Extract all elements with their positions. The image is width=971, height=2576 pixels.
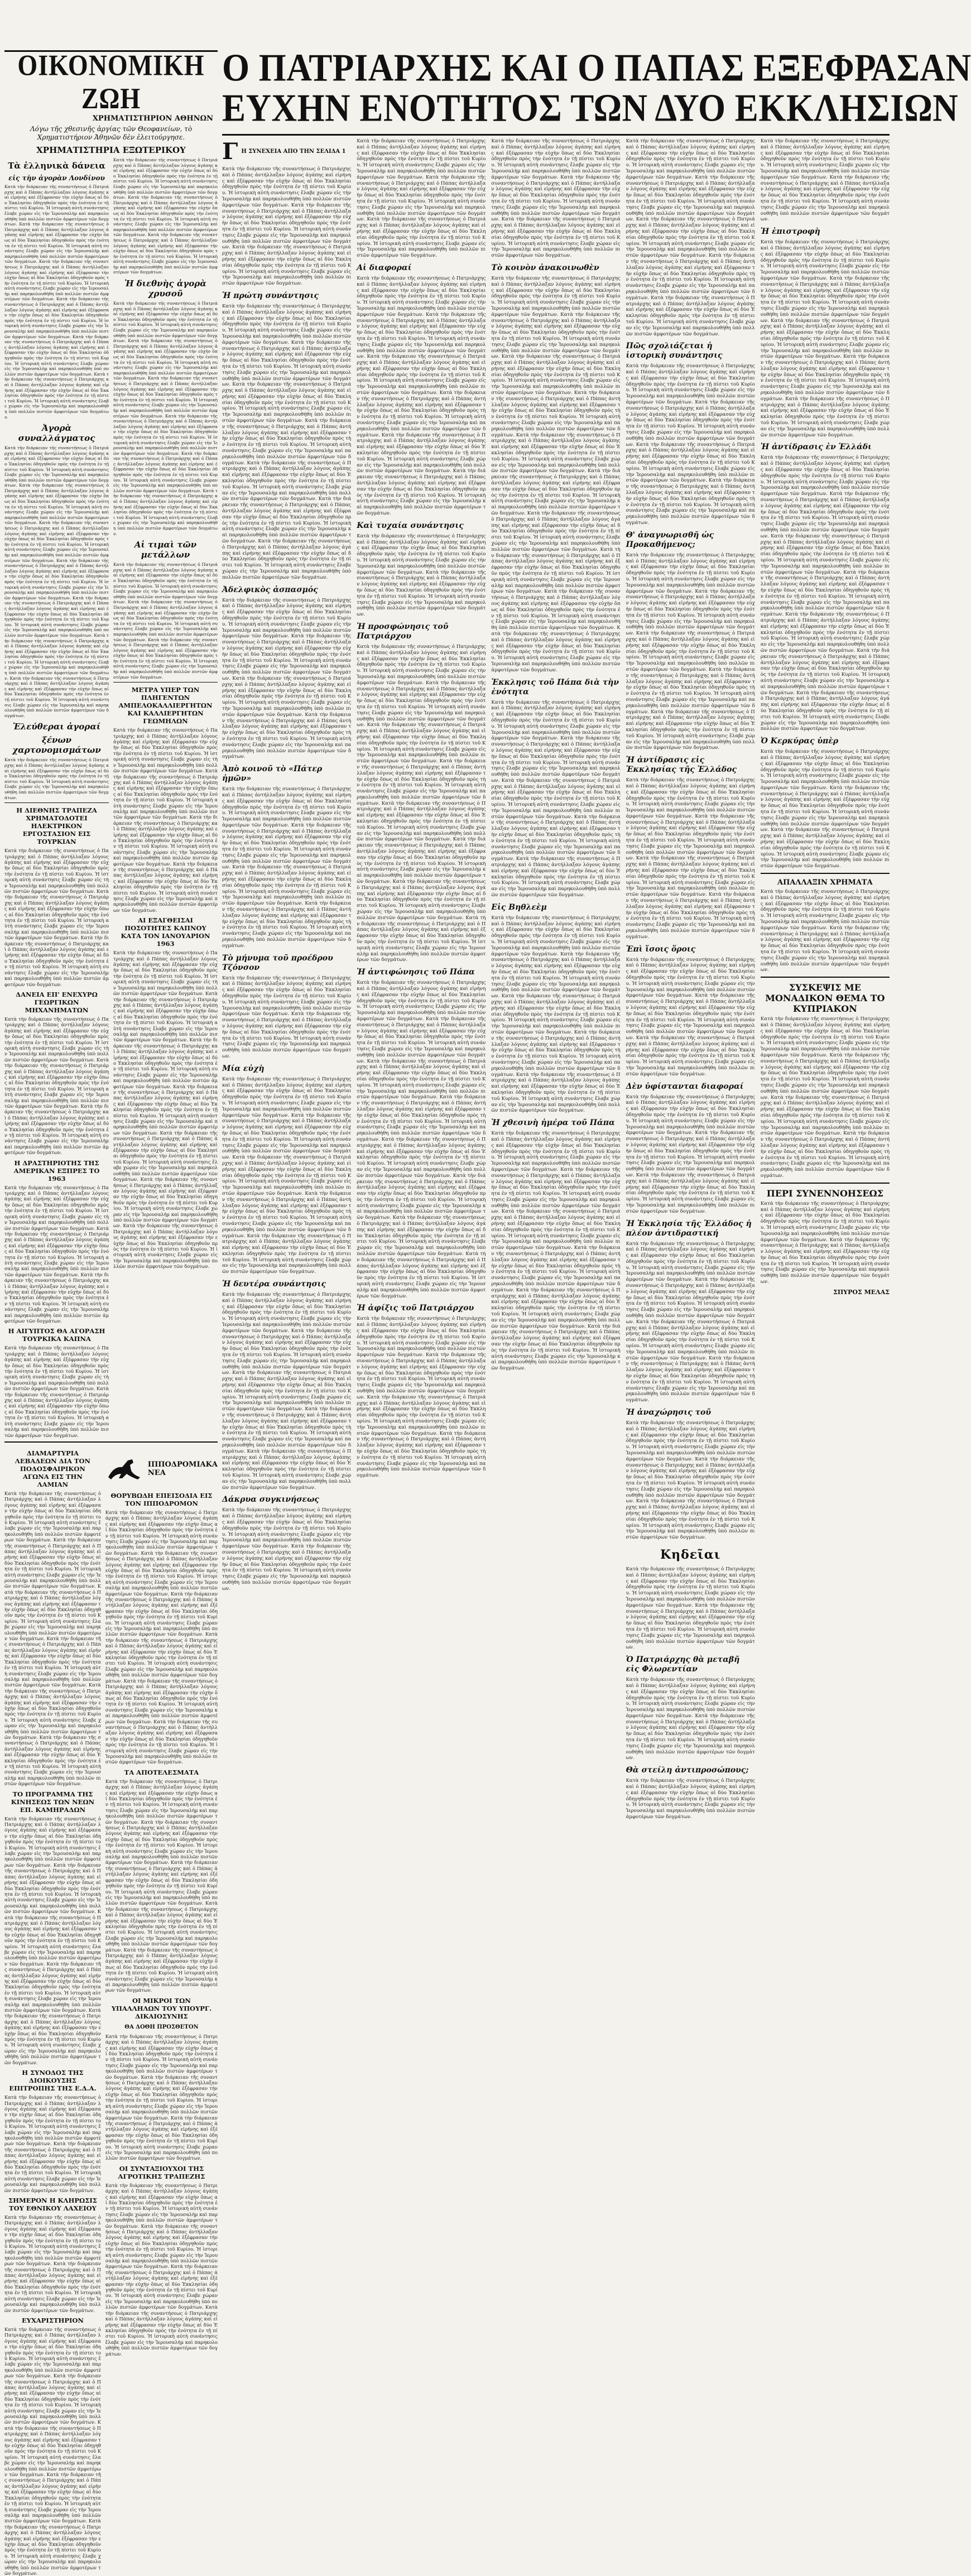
lottery-text: Κατὰ τὴν διάρκειαν τῆς συναντήσεως ὁ Πατριάρχης καὶ ὁ Πάπας ἀντήλλαξαν λόγους ἀγάπης καὶ εἰρήνης καὶ ἐξέφρασαν τὴν εὐχὴν ὅπως αἱ δύο Ἐκκλησίαι ὁδηγηθοῦν πρὸς τὴν ἑνότητα ἐν τῇ πίστει τοῦ Κυρίου. Ἡ ἱστορικὴ αὐτὴ συνάντησις ἔλαβε χώραν εἰς τὴν Ἱερουσαλὴμ καὶ παρηκολουθήθη ὑπὸ πολλῶν πιστῶν ἀμφοτέρων τῶν δογμάτων. Κατὰ τὴν διάρκειαν τῆς συναντήσεως ὁ Πατριάρχης καὶ ὁ Πάπας ἀντήλλαξαν λόγους ἀγάπης καὶ εἰρήνης καὶ ἐξέφρασαν τὴν εὐχὴν ὅπως αἱ δύο Ἐκκλησίαι ὁδηγηθοῦν πρὸς τὴν ἑνότητα ἐν τῇ πίστει τοῦ Κυρίου. Ἡ ἱστορικὴ αὐτὴ συνάντησις ἔλαβε χώραν εἰς τὴν Ἱερουσαλὴμ καὶ παρηκολουθήθη ὑπὸ πολλῶν πιστῶν ἀμφοτέρων τῶν δογμάτων. (4, 2214, 101, 2313)
divider (113, 682, 218, 683)
article-text: Κατὰ τὴν διάρκειαν τῆς συναντήσεως ὁ Πατριάρχης καὶ ὁ Πάπας ἀντήλλαξαν λόγους ἀγάπης καὶ εἰρήνης καὶ ἐξέφρασαν τὴν εὐχὴν ὅπως αἱ δύο Ἐκκλησίαι ὁδηγηθοῦν πρὸς τὴν ἑνότητα ἐν τῇ πίστει τοῦ Κυρίου. Ἡ ἱστορικὴ αὐτὴ συνάντησις ἔλαβε χώραν εἰς τὴν Ἱερουσαλὴμ καὶ παρηκολουθήθη ὑπὸ πολλῶν πιστῶν ἀμφοτέρων τῶν δογμάτων. Κατὰ τὴν διάρκειαν τῆς συναντήσεως ὁ Πατριάρχης καὶ ὁ Πάπας ἀντήλλαξαν λόγους ἀγάπης καὶ εἰρήνης καὶ ἐξέφρασαν τὴν εὐχὴν ὅπως αἱ δύο Ἐκκλησίαι ὁδηγηθοῦν πρὸς τὴν ἑνότητα ἐν τῇ πίστει τοῦ Κυρίου. Ἡ ἱστορικὴ αὐτὴ συνάντησις ἔλαβε χώραν εἰς τὴν Ἱερουσαλὴμ καὶ παρηκολουθήθη ὑπὸ πολλῶν πιστῶν ἀμφοτέρων τῶν δογμάτων. (222, 975, 352, 1059)
world-bank-box: Η ΔΙΕΘΝΗΣ ΤΡΑΠΕΖΑ ΧΡΗΜΑΤΟΔΟΤΕΙ ΗΛΕΚΤΡΙΚΟΝ ΕΡΓΟΣΤΑΣΙΟΝ ΕΙΣ ΤΟΥΡΚΙΑΝ (16, 806, 97, 846)
notes-text: Κατὰ τὴν διάρκειαν τῆς συναντήσεως ὁ Πατριάρχης καὶ ὁ Πάπας ἀντήλλαξαν λόγους ἀγάπης καὶ εἰρήνης καὶ ἐξέφρασαν τὴν εὐχὴν ὅπως αἱ δύο Ἐκκλησίαι ὁδηγηθοῦν πρὸς τὴν ἑνότητα ἐν τῇ πίστει τοῦ Κυρίου. Ἡ ἱστορικὴ αὐτὴ συνάντησις ἔλαβε χώραν εἰς τὴν Ἱερουσαλὴμ καὶ παρηκολουθήθη ὑπὸ πολλῶν πιστῶν ἀμφοτέρων τῶν δογμάτων. (4, 757, 109, 800)
article-col-4 (626, 138, 755, 1820)
divider (761, 977, 890, 978)
divider (4, 802, 109, 803)
loans-machinery-box: ΔΑΝΕΙΑ ΕΠ' ΕΝΕΧΥΡΩ ΓΕΩΡΓΙΚΩΝ ΜΗΧΑΝΗΜΑΤΩΝ (16, 990, 98, 1014)
continued-marker (222, 138, 351, 165)
subhead: Μία εὐχὴ (222, 1064, 265, 1073)
subhead: Θὰ στείλη ἀντιπροσώπους; (626, 1766, 749, 1775)
world-bank-text: Κατὰ τὴν διάρκειαν τῆς συναντήσεως ὁ Πατριάρχης καὶ ὁ Πάπας ἀντήλλαξαν λόγους ἀγάπης καὶ εἰρήνης καὶ ἐξέφρασαν τὴν εὐχὴν ὅπως αἱ δύο Ἐκκλησίαι ὁδηγηθοῦν πρὸς τὴν ἑνότητα ἐν τῇ πίστει τοῦ Κυρίου. Ἡ ἱστορικὴ αὐτὴ συνάντησις ἔλαβε χώραν εἰς τὴν Ἱερουσαλὴμ καὶ παρηκολουθήθη ὑπὸ πολλῶν πιστῶν ἀμφοτέρων τῶν δογμάτων. Κατὰ τὴν διάρκειαν τῆς συναντήσεως ὁ Πατριάρχης καὶ ὁ Πάπας ἀντήλλαξαν λόγους ἀγάπης καὶ εἰρήνης καὶ ἐξέφρασαν τὴν εὐχὴν ὅπως αἱ δύο Ἐκκλησίαι ὁδηγηθοῦν πρὸς τὴν ἑνότητα ἐν τῇ πίστει τοῦ Κυρίου. Ἡ ἱστορικὴ αὐτὴ συνάντησις ἔλαβε χώραν εἰς τὴν Ἱερουσαλὴμ καὶ παρηκολουθήθη ὑπὸ πολλῶν πιστῶν ἀμφοτέρων τῶν δογμάτων. Κατὰ τὴν διάρκειαν τῆς συναντήσεως ὁ Πατριάρχης καὶ ὁ Πάπας ἀντήλλαξαν λόγους ἀγάπης καὶ εἰρήνης καὶ ἐξέφρασαν τὴν εὐχὴν ὅπως αἱ δύο Ἐκκλησίαι ὁδηγηθοῦν πρὸς τὴν ἑνότητα ἐν τῇ πίστει τοῦ Κυρίου. Ἡ ἱστορικὴ αὐτὴ συνάντησις ἔλαβε χώραν εἰς τὴν Ἱερουσαλὴμ καὶ παρηκολουθήθη ὑπὸ πολλῶν πιστῶν ἀμφοτέρων τῶν δογμάτων. (4, 848, 109, 987)
program-box: ΤΟ ΠΡΟΓΡΑΜΜΑ ΤΗΣ ΚΙΝΗΣΕΩΣ ΤΩΝ ΝΕΩΝ ΕΠ. ΚΑΜΗΡΑΔΩΝ (11, 1790, 95, 1814)
levadia-box: ΔΙΑΜΑΡΤΥΡΙΑ ΛΕΒΑΔΕΩΝ ΔΙΑ ΤΟΝ ΠΟΔΟΣΦΑΙΡΙΚΟΝ ΑΓΩΝΑ ΕΙΣ ΤΗΝ ΛΑΜΙΑΝ (15, 1449, 90, 1488)
subhead: Ἡ πρώτη συνάντησις (222, 291, 319, 300)
article-col-3 (491, 138, 621, 1372)
divider (761, 873, 890, 874)
article-text: Κατὰ τὴν διάρκειαν τῆς συναντήσεως ὁ Πατριάρχης καὶ ὁ Πάπας ἀντήλλαξαν λόγους ἀγάπης καὶ εἰρήνης καὶ ἐξέφρασαν τὴν εὐχὴν ὅπως αἱ δύο Ἐκκλησίαι ὁδηγηθοῦν πρὸς τὴν ἑνότητα ἐν τῇ πίστει τοῦ Κυρίου. Ἡ ἱστορικὴ αὐτὴ συνάντησις ἔλαβε χώραν εἰς τὴν Ἱερουσαλὴμ καὶ παρηκολουθήθη ὑπὸ πολλῶν πιστῶν ἀμφοτέρων τῶν δογμάτων. (626, 1778, 755, 1820)
subhead: Δάκρυα συγκινήσεως (222, 1495, 319, 1505)
article-text: Κατὰ τὴν διάρκειαν τῆς συναντήσεως ὁ Πατριάρχης καὶ ὁ Πάπας ἀντήλλαξαν λόγους ἀγάπης καὶ εἰρήνης καὶ ἐξέφρασαν τὴν εὐχὴν ὅπως αἱ δύο Ἐκκλησίαι ὁδηγηθοῦν πρὸς τὴν ἑνότητα ἐν τῇ πίστει τοῦ Κυρίου. Ἡ ἱστορικὴ αὐτὴ συνάντησις ἔλαβε χώραν εἰς τὴν Ἱερουσαλὴμ καὶ παρηκολουθήθη ὑπὸ πολλῶν πιστῶν ἀμφοτέρων τῶν δογμάτων. Κατὰ τὴν διάρκειαν τῆς συναντήσεως ὁ Πατριάρχης καὶ ὁ Πάπας ἀντήλλαξαν λόγους ἀγάπης καὶ εἰρήνης καὶ ἐξέφρασαν τὴν εὐχὴν ὅπως αἱ δύο Ἐκκλησίαι ὁδηγηθοῦν πρὸς τὴν ἑνότητα ἐν τῇ πίστει τοῦ Κυρίου. Ἡ ἱστορικὴ αὐτὴ συνάντησις ἔλαβε χώραν εἰς τὴν Ἱερουσαλὴμ καὶ παρηκολουθήθη ὑπὸ πολλῶν πιστῶν ἀμφοτέρων τῶν δογμάτων. Κατὰ τὴν διάρκειαν τῆς συναντήσεως ὁ Πατριάρχης καὶ ὁ Πάπας ἀντήλλαξαν λόγους ἀγάπης καὶ εἰρήνης καὶ ἐξέφρασαν τὴν εὐχὴν ὅπως αἱ δύο Ἐκκλησίαι ὁδηγηθοῦν πρὸς τὴν ἑνότητα ἐν τῇ πίστει τοῦ Κυρίου. Ἡ ἱστορικὴ αὐτὴ συνάντησις ἔλαβε χώραν εἰς τὴν Ἱερουσαλὴμ καὶ παρηκολουθήθη ὑπὸ πολλῶν πιστῶν ἀμφοτέρων τῶν δογμάτων. Κατὰ τὴν διάρκειαν τῆς συναντήσεως ὁ Πατριάρχης καὶ ὁ Πάπας ἀντήλλαξαν λόγους ἀγάπης καὶ εἰρήνης καὶ ἐξέφρασαν τὴν εὐχὴν ὅπως αἱ δύο Ἐκκλησίαι ὁδηγηθοῦν πρὸς τὴν ἑνότητα ἐν τῇ πίστει τοῦ Κυρίου. Ἡ ἱστορικὴ αὐτὴ συνάντησις ἔλαβε χώραν εἰς τὴν Ἱερουσαλὴμ καὶ παρηκολουθήθη ὑπὸ πολλῶν πιστῶν ἀμφοτέρων τῶν δογμάτων. Κατὰ τὴν διάρκειαν τῆς συναντήσεως ὁ Πατριάρχης καὶ ὁ Πάπας ἀντήλλαξαν λόγους ἀγάπης καὶ εἰρήνης καὶ ἐξέφρασαν τὴν εὐχὴν ὅπως αἱ δύο Ἐκκλησίαι ὁδηγηθοῦν πρὸς τὴν ἑνότητα ἐν τῇ πίστει τοῦ Κυρίου. Ἡ ἱστορικὴ αὐτὴ συνάντησις ἔλαβε χώραν εἰς τὴν Ἱερουσαλὴμ καὶ παρηκολουθήθη ὑπὸ πολλῶν πιστῶν ἀμφοτέρων τῶν δογμάτων. Κατὰ τὴν διάρκειαν τῆς συναντήσεως ὁ Πατριάρχης καὶ ὁ Πάπας ἀντήλλαξαν λόγους ἀγάπης καὶ εἰρήνης καὶ ἐξέφρασαν τὴν εὐχὴν ὅπως αἱ δύο Ἐκκλησίαι ὁδηγηθοῦν πρὸς τὴν ἑνότητα ἐν τῇ πίστει τοῦ Κυρίου. Ἡ ἱστορικὴ αὐτὴ συνάντησις ἔλαβε χώραν εἰς τὴν Ἱερουσαλὴμ καὶ παρηκολουθήθη ὑπὸ πολλῶν πιστῶν ἀμφοτέρων τῶν δογμάτων. Κατὰ τὴν διάρκειαν τῆς συναντήσεως ὁ Πατριάρχης καὶ ὁ Πάπας ἀντήλλαξαν λόγους ἀγάπης καὶ εἰρήνης καὶ ἐξέφρασαν τὴν εὐχὴν ὅπως αἱ δύο Ἐκκλησίαι ὁδηγηθοῦν πρὸς τὴν ἑνότητα ἐν τῇ πίστει τοῦ Κυρίου. Ἡ ἱστορικὴ αὐτὴ συνάντησις ἔλαβε χώραν εἰς τὴν Ἱερουσαλὴμ καὶ παρηκολουθήθη ὑπὸ πολλῶν πιστῶν ἀμφοτέρων τῶν δογμάτων. Κατὰ τὴν διάρκειαν τῆς συναντήσεως ὁ Πατριάρχης καὶ ὁ Πάπας ἀντήλλαξαν λόγους ἀγάπης καὶ εἰρήνης καὶ ἐξέφρασαν τὴν εὐχὴν ὅπως αἱ δύο Ἐκκλησίαι ὁδηγηθοῦν πρὸς τὴν ἑνότητα ἐν τῇ πίστει τοῦ Κυρίου. Ἡ ἱστορικὴ αὐτὴ συνάντησις ἔλαβε χώραν εἰς τὴν Ἱερουσαλὴμ καὶ παρηκολουθήθη ὑπὸ πολλῶν πιστῶν ἀμφοτέρων τῶν δογμάτων. (357, 643, 486, 963)
foreign-notes-heading: ξένων χαρτονομισμάτων (12, 735, 101, 756)
raises-box: ΟΙ ΜΙΚΡΟΙ ΤΩΝ ΥΠΑΛΛΗΛΩΝ ΤΟΥ ΥΠΟΥΡΓ. ΔΙΚΑΙΟΣΥΝΗΣ (111, 1996, 212, 2020)
gold-text: Κατὰ τὴν διάρκειαν τῆς συναντήσεως ὁ Πατριάρχης καὶ ὁ Πάπας ἀντήλλαξαν λόγους ἀγάπης καὶ εἰρήνης καὶ ἐξέφρασαν τὴν εὐχὴν ὅπως αἱ δύο Ἐκκλησίαι ὁδηγηθοῦν πρὸς τὴν ἑνότητα ἐν τῇ πίστει τοῦ Κυρίου. Ἡ ἱστορικὴ αὐτὴ συνάντησις ἔλαβε χώραν εἰς τὴν Ἱερουσαλὴμ καὶ παρηκολουθήθη ὑπὸ πολλῶν πιστῶν ἀμφοτέρων τῶν δογμάτων. Κατὰ τὴν διάρκειαν τῆς συναντήσεως ὁ Πατριάρχης καὶ ὁ Πάπας ἀντήλλαξαν λόγους ἀγάπης καὶ εἰρήνης καὶ ἐξέφρασαν τὴν εὐχὴν ὅπως αἱ δύο Ἐκκλησίαι ὁδηγηθοῦν πρὸς τὴν ἑνότητα ἐν τῇ πίστει τοῦ Κυρίου. Ἡ ἱστορικὴ αὐτὴ συνάντησις ἔλαβε χώραν εἰς τὴν Ἱερουσαλὴμ καὶ παρηκολουθήθη ὑπὸ πολλῶν πιστῶν ἀμφοτέρων τῶν δογμάτων. Κατὰ τὴν διάρκειαν τῆς συναντήσεως ὁ Πατριάρχης καὶ ὁ Πάπας ἀντήλλαξαν λόγους ἀγάπης καὶ εἰρήνης καὶ ἐξέφρασαν τὴν εὐχὴν ὅπως αἱ δύο Ἐκκλησίαι ὁδηγηθοῦν πρὸς τὴν ἑνότητα ἐν τῇ πίστει τοῦ Κυρίου. Ἡ ἱστορικὴ αὐτὴ συνάντησις ἔλαβε χώραν εἰς τὴν Ἱερουσαλὴμ καὶ παρηκολουθήθη ὑπὸ πολλῶν πιστῶν ἀμφοτέρων τῶν δογμάτων. Κατὰ τὴν διάρκειαν τῆς συναντήσεως ὁ Πατριάρχης καὶ ὁ Πάπας ἀντήλλαξαν λόγους ἀγάπης καὶ εἰρήνης καὶ ἐξέφρασαν τὴν εὐχὴν ὅπως αἱ δύο Ἐκκλησίαι ὁδηγηθοῦν πρὸς τὴν ἑνότητα ἐν τῇ πίστει τοῦ Κυρίου. Ἡ ἱστορικὴ αὐτὴ συνάντησις ἔλαβε χώραν εἰς τὴν Ἱερουσαλὴμ καὶ παρηκολουθήθη ὑπὸ πολλῶν πιστῶν ἀμφοτέρων τῶν δογμάτων. Κατὰ τὴν διάρκειαν τῆς συναντήσεως ὁ Πατριάρχης καὶ ὁ Πάπας ἀντήλλαξαν λόγους ἀγάπης καὶ εἰρήνης καὶ ἐξέφρασαν τὴν εὐχὴν ὅπως αἱ δύο Ἐκκλησίαι ὁδηγηθοῦν πρὸς τὴν ἑνότητα ἐν τῇ πίστει τοῦ Κυρίου. Ἡ ἱστορικὴ αὐτὴ συνάντησις ἔλαβε χώραν εἰς τὴν Ἱερουσαλὴμ καὶ παρηκολουθήθη ὑπὸ πολλῶν πιστῶν ἀμφοτέρων τῶν δογμάτων. Κατὰ τὴν διάρκειαν τῆς συναντήσεως ὁ Πατριάρχης καὶ ὁ Πάπας ἀντήλλαξαν λόγους ἀγάπης καὶ εἰρήνης καὶ ἐξέφρασαν τὴν εὐχὴν ὅπως αἱ δύο Ἐκκλησίαι ὁδηγηθοῦν πρὸς τὴν ἑνότητα ἐν τῇ πίστει τοῦ Κυρίου. Ἡ ἱστορικὴ αὐτὴ συνάντησις ἔλαβε χώραν εἰς τὴν Ἱερουσαλὴμ καὶ παρηκολουθήθη ὑπὸ πολλῶν πιστῶν ἀμφοτέρων τῶν δογμάτων. (113, 301, 218, 536)
subhead: Ἡ χθεσινὴ ἡμέρα τοῦ Πάπα (491, 1118, 615, 1128)
raises-text: Κατὰ τὴν διάρκειαν τῆς συναντήσεως ὁ Πατριάρχης καὶ ὁ Πάπας ἀντήλλαξαν λόγους ἀγάπης καὶ εἰρήνης καὶ ἐξέφρασαν τὴν εὐχὴν ὅπως αἱ δύο Ἐκκλησίαι ὁδηγηθοῦν πρὸς τὴν ἑνότητα ἐν τῇ πίστει τοῦ Κυρίου. Ἡ ἱστορικὴ αὐτὴ συνάντησις ἔλαβε χώραν εἰς τὴν Ἱερουσαλὴμ καὶ παρηκολουθήθη ὑπὸ πολλῶν πιστῶν ἀμφοτέρων τῶν δογμάτων. Κατὰ τὴν διάρκειαν τῆς συναντήσεως ὁ Πατριάρχης καὶ ὁ Πάπας ἀντήλλαξαν λόγους ἀγάπης καὶ εἰρήνης καὶ ἐξέφρασαν τὴν εὐχὴν ὅπως αἱ δύο Ἐκκλησίαι ὁδηγηθοῦν πρὸς τὴν ἑνότητα ἐν τῇ πίστει τοῦ Κυρίου. Ἡ ἱστορικὴ αὐτὴ συνάντησις ἔλαβε χώραν εἰς τὴν Ἱερουσαλὴμ καὶ παρηκολουθήθη ὑπὸ πολλῶν πιστῶν ἀμφοτέρων τῶν δογμάτων. Κατὰ τὴν διάρκειαν τῆς συναντήσεως ὁ Πατριάρχης καὶ ὁ Πάπας ἀντήλλαξαν λόγους ἀγάπης καὶ εἰρήνης καὶ ἐξέφρασαν τὴν εὐχὴν ὅπως αἱ δύο Ἐκκλησίαι ὁδηγηθοῦν πρὸς τὴν ἑνότητα ἐν τῇ πίστει τοῦ Κυρίου. Ἡ ἱστορικὴ αὐτὴ συνάντησις ἔλαβε χώραν εἰς τὴν Ἱερουσαλὴμ καὶ παρηκολουθήθη ὑπὸ πολλῶν πιστῶν ἀμφοτέρων τῶν δογμάτων. (105, 2033, 218, 2161)
subhead: Ἡ ἀντίδρασις εἰς Ἐκκλησίας τῆς Ἑλλάδος (626, 756, 737, 775)
horse-racing-header (105, 1449, 218, 1488)
amex-box: Η ΔΡΑΣΤΗΡΙΟΤΗΣ ΤΗΣ ΑΜΕΡΙΚΑΝ ΕΞΠΡΕΣ ΤΟ 1963 (13, 1159, 100, 1183)
metals-text: Κατὰ τὴν διάρκειαν τῆς συναντήσεως ὁ Πατριάρχης καὶ ὁ Πάπας ἀντήλλαξαν λόγους ἀγάπης καὶ εἰρήνης καὶ ἐξέφρασαν τὴν εὐχὴν ὅπως αἱ δύο Ἐκκλησίαι ὁδηγηθοῦν πρὸς τὴν ἑνότητα ἐν τῇ πίστει τοῦ Κυρίου. Ἡ ἱστορικὴ αὐτὴ συνάντησις ἔλαβε χώραν εἰς τὴν Ἱερουσαλὴμ καὶ παρηκολουθήθη ὑπὸ πολλῶν πιστῶν ἀμφοτέρων τῶν δογμάτων. Κατὰ τὴν διάρκειαν τῆς συναντήσεως ὁ Πατριάρχης καὶ ὁ Πάπας ἀντήλλαξαν λόγους ἀγάπης καὶ εἰρήνης καὶ ἐξέφρασαν τὴν εὐχὴν ὅπως αἱ δύο Ἐκκλησίαι ὁδηγηθοῦν πρὸς τὴν ἑνότητα ἐν τῇ πίστει τοῦ Κυρίου. Ἡ ἱστορικὴ αὐτὴ συνάντησις ἔλαβε χώραν εἰς τὴν Ἱερουσαλὴμ καὶ παρηκολουθήθη ὑπὸ πολλῶν πιστῶν ἀμφοτέρων τῶν δογμάτων. Κατὰ τὴν διάρκειαν τῆς συναντήσεως ὁ Πατριάρχης καὶ ὁ Πάπας ἀντήλλαξαν λόγους ἀγάπης καὶ εἰρήνης καὶ ἐξέφρασαν τὴν εὐχὴν ὅπως αἱ δύο Ἐκκλησίαι ὁδηγηθοῦν πρὸς τὴν ἑνότητα ἐν τῇ πίστει τοῦ Κυρίου. Ἡ ἱστορικὴ αὐτὴ συνάντησις ἔλαβε χώραν εἰς τὴν Ἱερουσαλὴμ καὶ παρηκολουθήθη ὑπὸ πολλῶν πιστῶν ἀμφοτέρων τῶν δογμάτων. (113, 562, 218, 680)
article-text: Κατὰ τὴν διάρκειαν τῆς συναντήσεως ὁ Πατριάρχης καὶ ὁ Πάπας ἀντήλλαξαν λόγους ἀγάπης καὶ εἰρήνης καὶ ἐξέφρασαν τὴν εὐχὴν ὅπως αἱ δύο Ἐκκλησίαι ὁδηγηθοῦν πρὸς τὴν ἑνότητα ἐν τῇ πίστει τοῦ Κυρίου. Ἡ ἱστορικὴ αὐτὴ συνάντησις ἔλαβε χώραν εἰς τὴν Ἱερουσαλὴμ καὶ παρηκολουθήθη ὑπὸ πολλῶν πιστῶν ἀμφοτέρων τῶν δογμάτων. Κατὰ τὴν διάρκειαν τῆς συναντήσεως ὁ Πατριάρχης καὶ ὁ Πάπας ἀντήλλαξαν λόγους ἀγάπης καὶ εἰρήνης καὶ ἐξέφρασαν τὴν εὐχὴν ὅπως αἱ δύο Ἐκκλησίαι ὁδηγηθοῦν πρὸς τὴν ἑνότητα ἐν τῇ πίστει τοῦ Κυρίου. Ἡ ἱστορικὴ αὐτὴ συνάντησις ἔλαβε χώραν εἰς τὴν Ἱερουσαλὴμ καὶ παρηκολουθήθη ὑπὸ πολλῶν πιστῶν ἀμφοτέρων τῶν δογμάτων. Κατὰ τὴν διάρκειαν τῆς συναντήσεως ὁ Πατριάρχης καὶ ὁ Πάπας ἀντήλλαξαν λόγους ἀγάπης καὶ εἰρήνης καὶ ἐξέφρασαν τὴν εὐχὴν ὅπως αἱ δύο Ἐκκλησίαι ὁδηγηθοῦν πρὸς τὴν ἑνότητα ἐν τῇ πίστει τοῦ Κυρίου. Ἡ ἱστορικὴ αὐτὴ συνάντησις ἔλαβε χώραν εἰς τὴν Ἱερουσαλὴμ καὶ παρηκολουθήθη ὑπὸ πολλῶν πιστῶν ἀμφοτέρων τῶν δογμάτων. (626, 957, 755, 1077)
subhead: Ἡ ἀντίδρασις ἐν Ἑλλάδι (760, 443, 872, 452)
article-text: Κατὰ τὴν διάρκειαν τῆς συναντήσεως ὁ Πατριάρχης καὶ ὁ Πάπας ἀντήλλαξαν λόγους ἀγάπης καὶ εἰρήνης καὶ ἐξέφρασαν τὴν εὐχὴν ὅπως αἱ δύο Ἐκκλησίαι ὁδηγηθοῦν πρὸς τὴν ἑνότητα ἐν τῇ πίστει τοῦ Κυρίου. Ἡ ἱστορικὴ αὐτὴ συνάντησις ἔλαβε χώραν εἰς τὴν Ἱερουσαλὴμ καὶ παρηκολουθήθη ὑπὸ πολλῶν πιστῶν ἀμφοτέρων τῶν δογμάτων. Κατὰ τὴν διάρκειαν τῆς συναντήσεως ὁ Πατριάρχης καὶ ὁ Πάπας ἀντήλλαξαν λόγους ἀγάπης καὶ εἰρήνης καὶ ἐξέφρασαν τὴν εὐχὴν ὅπως αἱ δύο Ἐκκλησίαι ὁδηγηθοῦν πρὸς τὴν ἑνότητα ἐν τῇ πίστει τοῦ Κυρίου. Ἡ ἱστορικὴ αὐτὴ συνάντησις ἔλαβε χώραν εἰς τὴν Ἱερουσαλὴμ καὶ παρηκολουθήθη ὑπὸ πολλῶν πιστῶν ἀμφοτέρων τῶν δογμάτων. Κατὰ τὴν διάρκειαν τῆς συναντήσεως ὁ Πατριάρχης καὶ ὁ Πάπας ἀντήλλαξαν λόγους ἀγάπης καὶ εἰρήνης καὶ ἐξέφρασαν τὴν εὐχὴν ὅπως αἱ δύο Ἐκκλησίαι ὁδηγηθοῦν πρὸς τὴν ἑνότητα ἐν τῇ πίστει τοῦ Κυρίου. Ἡ ἱστορικὴ αὐτὴ συνάντησις ἔλαβε χώραν εἰς τὴν Ἱερουσαλὴμ καὶ παρηκολουθήθη ὑπὸ πολλῶν πιστῶν ἀμφοτέρων τῶν δογμάτων. (222, 166, 352, 287)
economy-section (4, 49, 218, 2576)
economy-columns (4, 157, 218, 1438)
article-text: Κατὰ τὴν διάρκειαν τῆς συναντήσεως ὁ Πατριάρχης καὶ ὁ Πάπας ἀντήλλαξαν λόγους ἀγάπης καὶ εἰρήνης καὶ ἐξέφρασαν τὴν εὐχὴν ὅπως αἱ δύο Ἐκκλησίαι ὁδηγηθοῦν πρὸς τὴν ἑνότητα ἐν τῇ πίστει τοῦ Κυρίου. Ἡ ἱστορικὴ αὐτὴ συνάντησις ἔλαβε χώραν εἰς τὴν Ἱερουσαλὴμ καὶ παρηκολουθήθη ὑπὸ πολλῶν πιστῶν ἀμφοτέρων τῶν δογμάτων. Κατὰ τὴν διάρκειαν τῆς συναντήσεως ὁ Πατριάρχης καὶ ὁ Πάπας ἀντήλλαξαν λόγους ἀγάπης καὶ εἰρήνης καὶ ἐξέφρασαν τὴν εὐχὴν ὅπως αἱ δύο Ἐκκλησίαι ὁδηγηθοῦν πρὸς τὴν ἑνότητα ἐν τῇ πίστει τοῦ Κυρίου. Ἡ ἱστορικὴ αὐτὴ συνάντησις ἔλαβε χώραν εἰς τὴν Ἱερουσαλὴμ καὶ παρηκολουθήθη ὑπὸ πολλῶν πιστῶν ἀμφοτέρων τῶν δογμάτων. Κατὰ τὴν διάρκειαν τῆς συναντήσεως ὁ Πατριάρχης καὶ ὁ Πάπας ἀντήλλαξαν λόγους ἀγάπης καὶ εἰρήνης καὶ ἐξέφρασαν τὴν εὐχὴν ὅπως αἱ δύο Ἐκκλησίαι ὁδηγηθοῦν πρὸς τὴν ἑνότητα ἐν τῇ πίστει τοῦ Κυρίου. Ἡ ἱστορικὴ αὐτὴ συνάντησις ἔλαβε χώραν εἰς τὴν Ἱερουσαλὴμ καὶ παρηκολουθήθη ὑπὸ πολλῶν πιστῶν ἀμφοτέρων τῶν δογμάτων. (491, 138, 621, 259)
thanks-box: ΕΥΧΑΡΙΣΤΗΡΙΟΝ (21, 2316, 84, 2324)
eda-box: Η ΣΥΝΟΔΟΣ ΤΗΣ ΔΙΟΙΚΟΥΣΗΣ ΕΠΙΤΡΟΠΗΣ ΤΗΣ Ε.Δ.Α. (9, 2069, 97, 2093)
london-heading: εἰς τὴν ἀγορὰν Λονδίνου (8, 174, 105, 182)
article-body (222, 138, 890, 1820)
article-text: Κατὰ τὴν διάρκειαν τῆς συναντήσεως ὁ Πατριάρχης καὶ ὁ Πάπας ἀντήλλαξαν λόγους ἀγάπης καὶ εἰρήνης καὶ ἐξέφρασαν τὴν εὐχὴν ὅπως αἱ δύο Ἐκκλησίαι ὁδηγηθοῦν πρὸς τὴν ἑνότητα ἐν τῇ πίστει τοῦ Κυρίου. Ἡ ἱστορικὴ αὐτὴ συνάντησις ἔλαβε χώραν εἰς τὴν Ἱερουσαλὴμ καὶ παρηκολουθήθη ὑπὸ πολλῶν πιστῶν ἀμφοτέρων τῶν δογμάτων. Κατὰ τὴν διάρκειαν τῆς συναντήσεως ὁ Πατριάρχης καὶ ὁ Πάπας ἀντήλλαξαν λόγους ἀγάπης καὶ εἰρήνης καὶ ἐξέφρασαν τὴν εὐχὴν ὅπως αἱ δύο Ἐκκλησίαι ὁδηγηθοῦν πρὸς τὴν ἑνότητα ἐν τῇ πίστει τοῦ Κυρίου. Ἡ ἱστορικὴ αὐτὴ συνάντησις ἔλαβε χώραν εἰς τὴν Ἱερουσαλὴμ καὶ παρηκολουθήθη ὑπὸ πολλῶν πιστῶν ἀμφοτέρων τῶν δογμάτων. Κατὰ τὴν διάρκειαν τῆς συναντήσεως ὁ Πατριάρχης καὶ ὁ Πάπας ἀντήλλαξαν λόγους ἀγάπης καὶ εἰρήνης καὶ ἐξέφρασαν τὴν εὐχὴν ὅπως αἱ δύο Ἐκκλησίαι ὁδηγηθοῦν πρὸς τὴν ἑνότητα ἐν τῇ πίστει τοῦ Κυρίου. Ἡ ἱστορικὴ αὐτὴ συνάντησις ἔλαβε χώραν εἰς τὴν Ἱερουσαλὴμ καὶ παρηκολουθήθη ὑπὸ πολλῶν πιστῶν ἀμφοτέρων τῶν δογμάτων. Κατὰ τὴν διάρκειαν τῆς συναντήσεως ὁ Πατριάρχης καὶ ὁ Πάπας ἀντήλλαξαν λόγους ἀγάπης καὶ εἰρήνης καὶ ἐξέφρασαν τὴν εὐχὴν ὅπως αἱ δύο Ἐκκλησίαι ὁδηγηθοῦν πρὸς τὴν ἑνότητα ἐν τῇ πίστει τοῦ Κυρίου. Ἡ ἱστορικὴ αὐτὴ συνάντησις ἔλαβε χώραν εἰς τὴν Ἱερουσαλὴμ καὶ παρηκολουθήθη ὑπὸ πολλῶν πιστῶν ἀμφοτέρων τῶν δογμάτων. Κατὰ τὴν διάρκειαν τῆς συναντήσεως ὁ Πατριάρχης καὶ ὁ Πάπας ἀντήλλαξαν λόγους ἀγάπης καὶ εἰρήνης καὶ ἐξέφρασαν τὴν εὐχὴν ὅπως αἱ δύο Ἐκκλησίαι ὁδηγηθοῦν πρὸς τὴν ἑνότητα ἐν τῇ πίστει τοῦ Κυρίου. Ἡ ἱστορικὴ αὐτὴ συνάντησις ἔλαβε χώραν εἰς τὴν Ἱερουσαλὴμ καὶ παρηκολουθήθη ὑπὸ πολλῶν πιστῶν ἀμφοτέρων τῶν δογμάτων. Κατὰ τὴν διάρκειαν τῆς συναντήσεως ὁ Πατριάρχης καὶ ὁ Πάπας ἀντήλλαξαν λόγους ἀγάπης καὶ εἰρήνης καὶ ἐξέφρασαν τὴν εὐχὴν ὅπως αἱ δύο Ἐκκλησίαι ὁδηγηθοῦν πρὸς τὴν ἑνότητα ἐν τῇ πίστει τοῦ Κυρίου. Ἡ ἱστορικὴ αὐτὴ συνάντησις ἔλαβε χώραν εἰς τὴν Ἱερουσαλὴμ καὶ παρηκολουθήθη ὑπὸ πολλῶν πιστῶν ἀμφοτέρων τῶν δογμάτων. Κατὰ τὴν διάρκειαν τῆς συναντήσεως ὁ Πατριάρχης καὶ ὁ Πάπας ἀντήλλαξαν λόγους ἀγάπης καὶ εἰρήνης καὶ ἐξέφρασαν τὴν εὐχὴν ὅπως αἱ δύο Ἐκκλησίαι ὁδηγηθοῦν πρὸς τὴν ἑνότητα ἐν τῇ πίστει τοῦ Κυρίου. Ἡ ἱστορικὴ αὐτὴ συνάντησις ἔλαβε χώραν εἰς τὴν Ἱερουσαλὴμ καὶ παρηκολουθήθη ὑπὸ πολλῶν πιστῶν ἀμφοτέρων τῶν δογμάτων. Κατὰ τὴν διάρκειαν τῆς συναντήσεως ὁ Πατριάρχης καὶ ὁ Πάπας ἀντήλλαξαν λόγους ἀγάπης καὶ εἰρήνης καὶ ἐξέφρασαν τὴν εὐχὴν ὅπως αἱ δύο Ἐκκλησίαι ὁδηγηθοῦν πρὸς τὴν ἑνότητα ἐν τῇ πίστει τοῦ Κυρίου. Ἡ ἱστορικὴ αὐτὴ συνάντησις ἔλαβε χώραν εἰς τὴν Ἱερουσαλὴμ καὶ παρηκολουθήθη ὑπὸ πολλῶν πιστῶν ἀμφοτέρων τῶν δογμάτων. Κατὰ τὴν διάρκειαν τῆς συναντήσεως ὁ Πατριάρχης καὶ ὁ Πάπας ἀντήλλαξαν λόγους ἀγάπης καὶ εἰρήνης καὶ ἐξέφρασαν τὴν εὐχὴν ὅπως αἱ δύο Ἐκκλησίαι ὁδηγηθοῦν πρὸς τὴν ἑνότητα ἐν τῇ πίστει τοῦ Κυρίου. Ἡ ἱστορικὴ αὐτὴ συνάντησις ἔλαβε χώραν εἰς τὴν Ἱερουσαλὴμ καὶ παρηκολουθήθη ὑπὸ πολλῶν πιστῶν ἀμφοτέρων τῶν δογμάτων. Κατὰ τὴν διάρκειαν τῆς συναντήσεως ὁ Πατριάρχης καὶ ὁ Πάπας ἀντήλλαξαν λόγους ἀγάπης καὶ εἰρήνης καὶ ἐξέφρασαν τὴν εὐχὴν ὅπως αἱ δύο Ἐκκλησίαι ὁδηγηθοῦν πρὸς τὴν ἑνότητα ἐν τῇ πίστει τοῦ Κυρίου. Ἡ ἱστορικὴ αὐτὴ συνάντησις ἔλαβε χώραν εἰς τὴν Ἱερουσαλὴμ καὶ παρηκολουθήθη ὑπὸ πολλῶν πιστῶν ἀμφοτέρων τῶν δογμάτων. (491, 275, 621, 673)
subhead: Τὸ κοινὸν ἀνακοινωθὲν (491, 263, 599, 272)
raises-sub: ΘΑ ΔΟΘΗ ΠΡΟΣΘΕΤΟΝ (124, 2024, 199, 2030)
subhead: Πῶς σχολιάζεται ἡ ἱστορικὴ συνάντησις (626, 342, 723, 361)
subhead: Ἡ ἀντιφώνησις τοῦ Πάπα (357, 968, 475, 977)
divider (761, 1183, 890, 1184)
subhead: Ὁ Κερκύρας ὑπὲρ (760, 737, 839, 746)
horse-icon (105, 1455, 145, 1483)
subhead: Ἀδελφικὸς ἀσπασμός (222, 585, 318, 594)
article-text: Κατὰ τὴν διάρκειαν τῆς συναντήσεως ὁ Πατριάρχης καὶ ὁ Πάπας ἀντήλλαξαν λόγους ἀγάπης καὶ εἰρήνης καὶ ἐξέφρασαν τὴν εὐχὴν ὅπως αἱ δύο Ἐκκλησίαι ὁδηγηθοῦν πρὸς τὴν ἑνότητα ἐν τῇ πίστει τοῦ Κυρίου. Ἡ ἱστορικὴ αὐτὴ συνάντησις ἔλαβε χώραν εἰς τὴν Ἱερουσαλὴμ καὶ παρηκολουθήθη ὑπὸ πολλῶν πιστῶν ἀμφοτέρων τῶν δογμάτων. Κατὰ τὴν διάρκειαν τῆς συναντήσεως ὁ Πατριάρχης καὶ ὁ Πάπας ἀντήλλαξαν λόγους ἀγάπης καὶ εἰρήνης καὶ ἐξέφρασαν τὴν εὐχὴν ὅπως αἱ δύο Ἐκκλησίαι ὁδηγηθοῦν πρὸς τὴν ἑνότητα ἐν τῇ πίστει τοῦ Κυρίου. Ἡ ἱστορικὴ αὐτὴ συνάντησις ἔλαβε χώραν εἰς τὴν Ἱερουσαλὴμ καὶ παρηκολουθήθη ὑπὸ πολλῶν πιστῶν ἀμφοτέρων τῶν δογμάτων. Κατὰ τὴν διάρκειαν τῆς συναντήσεως ὁ Πατριάρχης καὶ ὁ Πάπας ἀντήλλαξαν λόγους ἀγάπης καὶ εἰρήνης καὶ ἐξέφρασαν τὴν εὐχὴν ὅπως αἱ δύο Ἐκκλησίαι ὁδηγηθοῦν πρὸς τὴν ἑνότητα ἐν τῇ πίστει τοῦ Κυρίου. Ἡ ἱστορικὴ αὐτὴ συνάντησις ἔλαβε χώραν εἰς τὴν Ἱερουσαλὴμ καὶ παρηκολουθήθη ὑπὸ πολλῶν πιστῶν ἀμφοτέρων τῶν δογμάτων. Κατὰ τὴν διάρκειαν τῆς συναντήσεως ὁ Πατριάρχης καὶ ὁ Πάπας ἀντήλλαξαν λόγους ἀγάπης καὶ εἰρήνης καὶ ἐξέφρασαν τὴν εὐχὴν ὅπως αἱ δύο Ἐκκλησίαι ὁδηγηθοῦν πρὸς τὴν ἑνότητα ἐν τῇ πίστει τοῦ Κυρίου. Ἡ ἱστορικὴ αὐτὴ συνάντησις ἔλαβε χώραν εἰς τὴν Ἱερουσαλὴμ καὶ παρηκολουθήθη ὑπὸ πολλῶν πιστῶν ἀμφοτέρων τῶν δογμάτων. Κατὰ τὴν διάρκειαν τῆς συναντήσεως ὁ Πατριάρχης καὶ ὁ Πάπας ἀντήλλαξαν λόγους ἀγάπης καὶ εἰρήνης καὶ ἐξέφρασαν τὴν εὐχὴν ὅπως αἱ δύο Ἐκκλησίαι ὁδηγηθοῦν πρὸς τὴν ἑνότητα ἐν τῇ πίστει τοῦ Κυρίου. Ἡ ἱστορικὴ αὐτὴ συνάντησις ἔλαβε χώραν εἰς τὴν Ἱερουσαλὴμ καὶ παρηκολουθήθη ὑπὸ πολλῶν πιστῶν ἀμφοτέρων τῶν δογμάτων. Κατὰ τὴν διάρκειαν τῆς συναντήσεως ὁ Πατριάρχης καὶ ὁ Πάπας ἀντήλλαξαν λόγους ἀγάπης καὶ εἰρήνης καὶ ἐξέφρασαν τὴν εὐχὴν ὅπως αἱ δύο Ἐκκλησίαι ὁδηγηθοῦν πρὸς τὴν ἑνότητα ἐν τῇ πίστει τοῦ Κυρίου. Ἡ ἱστορικὴ αὐτὴ συνάντησις ἔλαβε χώραν εἰς τὴν Ἱερουσαλὴμ καὶ παρηκολουθήθη ὑπὸ πολλῶν πιστῶν ἀμφοτέρων τῶν δογμάτων. (357, 275, 486, 517)
program-text: Κατὰ τὴν διάρκειαν τῆς συναντήσεως ὁ Πατριάρχης καὶ ὁ Πάπας ἀντήλλαξαν λόγους ἀγάπης καὶ εἰρήνης καὶ ἐξέφρασαν τὴν εὐχὴν ὅπως αἱ δύο Ἐκκλησίαι ὁδηγηθοῦν πρὸς τὴν ἑνότητα ἐν τῇ πίστει τοῦ Κυρίου. Ἡ ἱστορικὴ αὐτὴ συνάντησις ἔλαβε χώραν εἰς τὴν Ἱερουσαλὴμ καὶ παρηκολουθήθη ὑπὸ πολλῶν πιστῶν ἀμφοτέρων τῶν δογμάτων. Κατὰ τὴν διάρκειαν τῆς συναντήσεως ὁ Πατριάρχης καὶ ὁ Πάπας ἀντήλλαξαν λόγους ἀγάπης καὶ εἰρήνης καὶ ἐξέφρασαν τὴν εὐχὴν ὅπως αἱ δύο Ἐκκλησίαι ὁδηγηθοῦν πρὸς τὴν ἑνότητα ἐν τῇ πίστει τοῦ Κυρίου. Ἡ ἱστορικὴ αὐτὴ συνάντησις ἔλαβε χώραν εἰς τὴν Ἱερουσαλὴμ καὶ παρηκολουθήθη ὑπὸ πολλῶν πιστῶν ἀμφοτέρων τῶν δογμάτων. Κατὰ τὴν διάρκειαν τῆς συναντήσεως ὁ Πατριάρχης καὶ ὁ Πάπας ἀντήλλαξαν λόγους ἀγάπης καὶ εἰρήνης καὶ ἐξέφρασαν τὴν εὐχὴν ὅπως αἱ δύο Ἐκκλησίαι ὁδηγηθοῦν πρὸς τὴν ἑνότητα ἐν τῇ πίστει τοῦ Κυρίου. Ἡ ἱστορικὴ αὐτὴ συνάντησις ἔλαβε χώραν εἰς τὴν Ἱερουσαλὴμ καὶ παρηκολουθήθη ὑπὸ πολλῶν πιστῶν ἀμφοτέρων τῶν δογμάτων. Κατὰ τὴν διάρκειαν τῆς συναντήσεως ὁ Πατριάρχης καὶ ὁ Πάπας ἀντήλλαξαν λόγους ἀγάπης καὶ εἰρήνης καὶ ἐξέφρασαν τὴν εὐχὴν ὅπως αἱ δύο Ἐκκλησίαι ὁδηγηθοῦν πρὸς τὴν ἑνότητα ἐν τῇ πίστει τοῦ Κυρίου. Ἡ ἱστορικὴ αὐτὴ συνάντησις ἔλαβε χώραν εἰς τὴν Ἱερουσαλὴμ καὶ παρηκολουθήθη ὑπὸ πολλῶν πιστῶν ἀμφοτέρων τῶν δογμάτων. Κατὰ τὴν διάρκειαν τῆς συναντήσεως ὁ Πατριάρχης καὶ ὁ Πάπας ἀντήλλαξαν λόγους ἀγάπης καὶ εἰρήνης καὶ ἐξέφρασαν τὴν εὐχὴν ὅπως αἱ δύο Ἐκκλησίαι ὁδηγηθοῦν πρὸς τὴν ἑνότητα ἐν τῇ πίστει τοῦ Κυρίου. Ἡ ἱστορικὴ αὐτὴ συνάντησις ἔλαβε χώραν εἰς τὴν Ἱερουσαλὴμ καὶ παρηκολουθήθη ὑπὸ πολλῶν πιστῶν ἀμφοτέρων τῶν δογμάτων. (4, 1815, 101, 2065)
subhead: Ἐπὶ ἴσοις ὅροις (626, 944, 696, 954)
egypt-box: Η ΑΙΓΥΠΤΟΣ ΘΑ ΑΓΟΡΑΣΗ ΤΟΥΡΚΙΚΑ ΚΑΠΝΑ (8, 1327, 105, 1343)
article-text: Κατὰ τὴν διάρκειαν τῆς συναντήσεως ὁ Πατριάρχης καὶ ὁ Πάπας ἀντήλλαξαν λόγους ἀγάπης καὶ εἰρήνης καὶ ἐξέφρασαν τὴν εὐχὴν ὅπως αἱ δύο Ἐκκλησίαι ὁδηγηθοῦν πρὸς τὴν ἑνότητα ἐν τῇ πίστει τοῦ Κυρίου. Ἡ ἱστορικὴ αὐτὴ συνάντησις ἔλαβε χώραν εἰς τὴν Ἱερουσαλὴμ καὶ παρηκολουθήθη ὑπὸ πολλῶν πιστῶν ἀμφοτέρων τῶν δογμάτων. Κατὰ τὴν διάρκειαν τῆς συναντήσεως ὁ Πατριάρχης καὶ ὁ Πάπας ἀντήλλαξαν λόγους ἀγάπης καὶ εἰρήνης καὶ ἐξέφρασαν τὴν εὐχὴν ὅπως αἱ δύο Ἐκκλησίαι ὁδηγηθοῦν πρὸς τὴν ἑνότητα ἐν τῇ πίστει τοῦ Κυρίου. Ἡ ἱστορικὴ αὐτὴ συνάντησις ἔλαβε χώραν εἰς τὴν Ἱερουσαλὴμ καὶ παρηκολουθήθη ὑπὸ πολλῶν πιστῶν ἀμφοτέρων τῶν δογμάτων. Κατὰ τὴν διάρκειαν τῆς συναντήσεως ὁ Πατριάρχης καὶ ὁ Πάπας ἀντήλλαξαν λόγους ἀγάπης καὶ εἰρήνης καὶ ἐξέφρασαν τὴν εὐχὴν ὅπως αἱ δύο Ἐκκλησίαι ὁδηγηθοῦν πρὸς τὴν ἑνότητα ἐν τῇ πίστει τοῦ Κυρίου. Ἡ ἱστορικὴ αὐτὴ συνάντησις ἔλαβε χώραν εἰς τὴν Ἱερουσαλὴμ καὶ παρηκολουθήθη ὑπὸ πολλῶν πιστῶν ἀμφοτέρων τῶν δογμάτων. Κατὰ τὴν διάρκειαν τῆς συναντήσεως ὁ Πατριάρχης καὶ ὁ Πάπας ἀντήλλαξαν λόγους ἀγάπης καὶ εἰρήνης καὶ ἐξέφρασαν τὴν εὐχὴν ὅπως αἱ δύο Ἐκκλησίαι ὁδηγηθοῦν πρὸς τὴν ἑνότητα ἐν τῇ πίστει τοῦ Κυρίου. Ἡ ἱστορικὴ αὐτὴ συνάντησις ἔλαβε χώραν εἰς τὴν Ἱερουσαλὴμ καὶ παρηκολουθήθη ὑπὸ πολλῶν πιστῶν ἀμφοτέρων τῶν δογμάτων. Κατὰ τὴν διάρκειαν τῆς συναντήσεως ὁ Πατριάρχης καὶ ὁ Πάπας ἀντήλλαξαν λόγους ἀγάπης καὶ εἰρήνης καὶ ἐξέφρασαν τὴν εὐχὴν ὅπως αἱ δύο Ἐκκλησίαι ὁδηγηθοῦν πρὸς τὴν ἑνότητα ἐν τῇ πίστει τοῦ Κυρίου. Ἡ ἱστορικὴ αὐτὴ συνάντησις ἔλαβε χώραν εἰς τὴν Ἱερουσαλὴμ καὶ παρηκολουθήθη ὑπὸ πολλῶν πιστῶν ἀμφοτέρων τῶν δογμάτων. (222, 1292, 352, 1491)
article-col-1 (222, 138, 352, 1592)
metals-heading: Αἱ τιμαὶ τῶν μετάλλων (134, 540, 197, 560)
greek-loans-heading: Τὰ ἑλληνικὰ δάνεια (8, 161, 105, 171)
results-heading: ΤΑ ΑΠΟΤΕΛΕΣΜΑΤΑ (124, 1768, 199, 1776)
article-text: Κατὰ τὴν διάρκειαν τῆς συναντήσεως ὁ Πατριάρχης καὶ ὁ Πάπας ἀντήλλαξαν λόγους ἀγάπης καὶ εἰρήνης καὶ ἐξέφρασαν τὴν εὐχὴν ὅπως αἱ δύο Ἐκκλησίαι ὁδηγηθοῦν πρὸς τὴν ἑνότητα ἐν τῇ πίστει τοῦ Κυρίου. Ἡ ἱστορικὴ αὐτὴ συνάντησις ἔλαβε χώραν εἰς τὴν Ἱερουσαλὴμ καὶ παρηκολουθήθη ὑπὸ πολλῶν πιστῶν ἀμφοτέρων τῶν δογμάτων. Κατὰ τὴν διάρκειαν τῆς συναντήσεως ὁ Πατριάρχης καὶ ὁ Πάπας ἀντήλλαξαν λόγους ἀγάπης καὶ εἰρήνης καὶ ἐξέφρασαν τὴν εὐχὴν ὅπως αἱ δύο Ἐκκλησίαι ὁδηγηθοῦν πρὸς τὴν ἑνότητα ἐν τῇ πίστει τοῦ Κυρίου. Ἡ ἱστορικὴ αὐτὴ συνάντησις ἔλαβε χώραν εἰς τὴν Ἱερουσαλὴμ καὶ παρηκολουθήθη ὑπὸ πολλῶν πιστῶν ἀμφοτέρων τῶν δογμάτων. Κατὰ τὴν διάρκειαν τῆς συναντήσεως ὁ Πατριάρχης καὶ ὁ Πάπας ἀντήλλαξαν λόγους ἀγάπης καὶ εἰρήνης καὶ ἐξέφρασαν τὴν εὐχὴν ὅπως αἱ δύο Ἐκκλησίαι ὁδηγηθοῦν πρὸς τὴν ἑνότητα ἐν τῇ πίστει τοῦ Κυρίου. Ἡ ἱστορικὴ αὐτὴ συνάντησις ἔλαβε χώραν εἰς τὴν Ἱερουσαλὴμ καὶ παρηκολουθήθη ὑπὸ πολλῶν πιστῶν ἀμφοτέρων τῶν δογμάτων. (357, 138, 486, 259)
exchange-text: Κατὰ τὴν διάρκειαν τῆς συναντήσεως ὁ Πατριάρχης καὶ ὁ Πάπας ἀντήλλαξαν λόγους ἀγάπης καὶ εἰρήνης καὶ ἐξέφρασαν τὴν εὐχὴν ὅπως αἱ δύο Ἐκκλησίαι ὁδηγηθοῦν πρὸς τὴν ἑνότητα ἐν τῇ πίστει τοῦ Κυρίου. Ἡ ἱστορικὴ αὐτὴ συνάντησις ἔλαβε χώραν εἰς τὴν Ἱερουσαλὴμ καὶ παρηκολουθήθη ὑπὸ πολλῶν πιστῶν ἀμφοτέρων τῶν δογμάτων. Κατὰ τὴν διάρκειαν τῆς συναντήσεως ὁ Πατριάρχης καὶ ὁ Πάπας ἀντήλλαξαν λόγους ἀγάπης καὶ εἰρήνης καὶ ἐξέφρασαν τὴν εὐχὴν ὅπως αἱ δύο Ἐκκλησίαι ὁδηγηθοῦν πρὸς τὴν ἑνότητα ἐν τῇ πίστει τοῦ Κυρίου. Ἡ ἱστορικὴ αὐτὴ συνάντησις ἔλαβε χώραν εἰς τὴν Ἱερουσαλὴμ καὶ παρηκολουθήθη ὑπὸ πολλῶν πιστῶν ἀμφοτέρων τῶν δογμάτων. Κατὰ τὴν διάρκειαν τῆς συναντήσεως ὁ Πατριάρχης καὶ ὁ Πάπας ἀντήλλαξαν λόγους ἀγάπης καὶ εἰρήνης καὶ ἐξέφρασαν τὴν εὐχὴν ὅπως αἱ δύο Ἐκκλησίαι ὁδηγηθοῦν πρὸς τὴν ἑνότητα ἐν τῇ πίστει τοῦ Κυρίου. Ἡ ἱστορικὴ αὐτὴ συνάντησις ἔλαβε χώραν εἰς τὴν Ἱερουσαλὴμ καὶ παρηκολουθήθη ὑπὸ πολλῶν πιστῶν ἀμφοτέρων τῶν δογμάτων. Κατὰ τὴν διάρκειαν τῆς συναντήσεως ὁ Πατριάρχης καὶ ὁ Πάπας ἀντήλλαξαν λόγους ἀγάπης καὶ εἰρήνης καὶ ἐξέφρασαν τὴν εὐχὴν ὅπως αἱ δύο Ἐκκλησίαι ὁδηγηθοῦν πρὸς τὴν ἑνότητα ἐν τῇ πίστει τοῦ Κυρίου. Ἡ ἱστορικὴ αὐτὴ συνάντησις ἔλαβε χώραν εἰς τὴν Ἱερουσαλὴμ καὶ παρηκολουθήθη ὑπὸ πολλῶν πιστῶν ἀμφοτέρων τῶν δογμάτων. Κατὰ τὴν διάρκειαν τῆς συναντήσεως ὁ Πατριάρχης καὶ ὁ Πάπας ἀντήλλαξαν λόγους ἀγάπης καὶ εἰρήνης καὶ ἐξέφρασαν τὴν εὐχὴν ὅπως αἱ δύο Ἐκκλησίαι ὁδηγηθοῦν πρὸς τὴν ἑνότητα ἐν τῇ πίστει τοῦ Κυρίου. Ἡ ἱστορικὴ αὐτὴ συνάντησις ἔλαβε χώραν εἰς τὴν Ἱερουσαλὴμ καὶ παρηκολουθήθη ὑπὸ πολλῶν πιστῶν ἀμφοτέρων τῶν δογμάτων. Κατὰ τὴν διάρκειαν τῆς συναντήσεως ὁ Πατριάρχης καὶ ὁ Πάπας ἀντήλλαξαν λόγους ἀγάπης καὶ εἰρήνης καὶ ἐξέφρασαν τὴν εὐχὴν ὅπως αἱ δύο Ἐκκλησίαι ὁδηγηθοῦν πρὸς τὴν ἑνότητα ἐν τῇ πίστει τοῦ Κυρίου. Ἡ ἱστορικὴ αὐτὴ συνάντησις ἔλαβε χώραν εἰς τὴν Ἱερουσαλὴμ καὶ παρηκολουθήθη ὑπὸ πολλῶν πιστῶν ἀμφοτέρων τῶν δογμάτων. Κατὰ τὴν διάρκειαν τῆς συναντήσεως ὁ Πατριάρχης καὶ ὁ Πάπας ἀντήλλαξαν λόγους ἀγάπης καὶ εἰρήνης καὶ ἐξέφρασαν τὴν εὐχὴν ὅπως αἱ δύο Ἐκκλησίαι ὁδηγηθοῦν πρὸς τὴν ἑνότητα ἐν τῇ πίστει τοῦ Κυρίου. Ἡ ἱστορικὴ αὐτὴ συνάντησις ἔλαβε χώραν εἰς τὴν Ἱερουσαλὴμ καὶ παρηκολουθήθη ὑπὸ πολλῶν πιστῶν ἀμφοτέρων τῶν δογμάτων. (4, 445, 109, 718)
article-text: Κατὰ τὴν διάρκειαν τῆς συναντήσεως ὁ Πατριάρχης καὶ ὁ Πάπας ἀντήλλαξαν λόγους ἀγάπης καὶ εἰρήνης καὶ ἐξέφρασαν τὴν εὐχὴν ὅπως αἱ δύο Ἐκκλησίαι ὁδηγηθοῦν πρὸς τὴν ἑνότητα ἐν τῇ πίστει τοῦ Κυρίου. Ἡ ἱστορικὴ αὐτὴ συνάντησις ἔλαβε χώραν εἰς τὴν Ἱερουσαλὴμ καὶ παρηκολουθήθη ὑπὸ πολλῶν πιστῶν ἀμφοτέρων τῶν δογμάτων. Κατὰ τὴν διάρκειαν τῆς συναντήσεως ὁ Πατριάρχης καὶ ὁ Πάπας ἀντήλλαξαν λόγους ἀγάπης καὶ εἰρήνης καὶ ἐξέφρασαν τὴν εὐχὴν ὅπως αἱ δύο Ἐκκλησίαι ὁδηγηθοῦν πρὸς τὴν ἑνότητα ἐν τῇ πίστει τοῦ Κυρίου. Ἡ ἱστορικὴ αὐτὴ συνάντησις ἔλαβε χώραν εἰς τὴν Ἱερουσαλὴμ καὶ παρηκολουθήθη ὑπὸ πολλῶν πιστῶν ἀμφοτέρων τῶν δογμάτων. Κατὰ τὴν διάρκειαν τῆς συναντήσεως ὁ Πατριάρχης καὶ ὁ Πάπας ἀντήλλαξαν λόγους ἀγάπης καὶ εἰρήνης καὶ ἐξέφρασαν τὴν εὐχὴν ὅπως αἱ δύο Ἐκκλησίαι ὁδηγηθοῦν πρὸς τὴν ἑνότητα ἐν τῇ πίστει τοῦ Κυρίου. Ἡ ἱστορικὴ αὐτὴ συνάντησις ἔλαβε χώραν εἰς τὴν Ἱερουσαλὴμ καὶ παρηκολουθήθη ὑπὸ πολλῶν πιστῶν ἀμφοτέρων τῶν δογμάτων. Κατὰ τὴν διάρκειαν τῆς συναντήσεως ὁ Πατριάρχης καὶ ὁ Πάπας ἀντήλλαξαν λόγους ἀγάπης καὶ εἰρήνης καὶ ἐξέφρασαν τὴν εὐχὴν ὅπως αἱ δύο Ἐκκλησίαι ὁδηγηθοῦν πρὸς τὴν ἑνότητα ἐν τῇ πίστει τοῦ Κυρίου. Ἡ ἱστορικὴ αὐτὴ συνάντησις ἔλαβε χώραν εἰς τὴν Ἱερουσαλὴμ καὶ παρηκολουθήθη ὑπὸ πολλῶν πιστῶν ἀμφοτέρων τῶν δογμάτων. Κατὰ τὴν διάρκειαν τῆς συναντήσεως ὁ Πατριάρχης καὶ ὁ Πάπας ἀντήλλαξαν λόγους ἀγάπης καὶ εἰρήνης καὶ ἐξέφρασαν τὴν εὐχὴν ὅπως αἱ δύο Ἐκκλησίαι ὁδηγηθοῦν πρὸς τὴν ἑνότητα ἐν τῇ πίστει τοῦ Κυρίου. Ἡ ἱστορικὴ αὐτὴ συνάντησις ἔλαβε χώραν εἰς τὴν Ἱερουσαλὴμ καὶ παρηκολουθήθη ὑπὸ πολλῶν πιστῶν ἀμφοτέρων τῶν δογμάτων. (491, 699, 621, 898)
article-text: Κατὰ τὴν διάρκειαν τῆς συναντήσεως ὁ Πατριάρχης καὶ ὁ Πάπας ἀντήλλαξαν λόγους ἀγάπης καὶ εἰρήνης καὶ ἐξέφρασαν τὴν εὐχὴν ὅπως αἱ δύο Ἐκκλησίαι ὁδηγηθοῦν πρὸς τὴν ἑνότητα ἐν τῇ πίστει τοῦ Κυρίου. Ἡ ἱστορικὴ αὐτὴ συνάντησις ἔλαβε χώραν εἰς τὴν Ἱερουσαλὴμ καὶ παρηκολουθήθη ὑπὸ πολλῶν πιστῶν ἀμφοτέρων τῶν δογμάτων. Κατὰ τὴν διάρκειαν τῆς συναντήσεως ὁ Πατριάρχης καὶ ὁ Πάπας ἀντήλλαξαν λόγους ἀγάπης καὶ εἰρήνης καὶ ἐξέφρασαν τὴν εὐχὴν ὅπως αἱ δύο Ἐκκλησίαι ὁδηγηθοῦν πρὸς τὴν ἑνότητα ἐν τῇ πίστει τοῦ Κυρίου. Ἡ ἱστορικὴ αὐτὴ συνάντησις ἔλαβε χώραν εἰς τὴν Ἱερουσαλὴμ καὶ παρηκολουθήθη ὑπὸ πολλῶν πιστῶν ἀμφοτέρων τῶν δογμάτων. Κατὰ τὴν διάρκειαν τῆς συναντήσεως ὁ Πατριάρχης καὶ ὁ Πάπας ἀντήλλαξαν λόγους ἀγάπης καὶ εἰρήνης καὶ ἐξέφρασαν τὴν εὐχὴν ὅπως αἱ δύο Ἐκκλησίαι ὁδηγηθοῦν πρὸς τὴν ἑνότητα ἐν τῇ πίστει τοῦ Κυρίου. Ἡ ἱστορικὴ αὐτὴ συνάντησις ἔλαβε χώραν εἰς τὴν Ἱερουσαλὴμ καὶ παρηκολουθήθη ὑπὸ πολλῶν πιστῶν ἀμφοτέρων τῶν δογμάτων. Κατὰ τὴν διάρκειαν τῆς συναντήσεως ὁ Πατριάρχης καὶ ὁ Πάπας ἀντήλλαξαν λόγους ἀγάπης καὶ εἰρήνης καὶ ἐξέφρασαν τὴν εὐχὴν ὅπως αἱ δύο Ἐκκλησίαι ὁδηγηθοῦν πρὸς τὴν ἑνότητα ἐν τῇ πίστει τοῦ Κυρίου. Ἡ ἱστορικὴ αὐτὴ συνάντησις ἔλαβε χώραν εἰς τὴν Ἱερουσαλὴμ καὶ παρηκολουθήθη ὑπὸ πολλῶν πιστῶν ἀμφοτέρων τῶν δογμάτων. Κατὰ τὴν διάρκειαν τῆς συναντήσεως ὁ Πατριάρχης καὶ ὁ Πάπας ἀντήλλαξαν λόγους ἀγάπης καὶ εἰρήνης καὶ ἐξέφρασαν τὴν εὐχὴν ὅπως αἱ δύο Ἐκκλησίαι ὁδηγηθοῦν πρὸς τὴν ἑνότητα ἐν τῇ πίστει τοῦ Κυρίου. Ἡ ἱστορικὴ αὐτὴ συνάντησις ἔλαβε χώραν εἰς τὴν Ἱερουσαλὴμ καὶ παρηκολουθήθη ὑπὸ πολλῶν πιστῶν ἀμφοτέρων τῶν δογμάτων. (626, 552, 755, 751)
vineyards-text: Κατὰ τὴν διάρκειαν τῆς συναντήσεως ὁ Πατριάρχης καὶ ὁ Πάπας ἀντήλλαξαν λόγους ἀγάπης καὶ εἰρήνης καὶ ἐξέφρασαν τὴν εὐχὴν ὅπως αἱ δύο Ἐκκλησίαι ὁδηγηθοῦν πρὸς τὴν ἑνότητα ἐν τῇ πίστει τοῦ Κυρίου. Ἡ ἱστορικὴ αὐτὴ συνάντησις ἔλαβε χώραν εἰς τὴν Ἱερουσαλὴμ καὶ παρηκολουθήθη ὑπὸ πολλῶν πιστῶν ἀμφοτέρων τῶν δογμάτων. Κατὰ τὴν διάρκειαν τῆς συναντήσεως ὁ Πατριάρχης καὶ ὁ Πάπας ἀντήλλαξαν λόγους ἀγάπης καὶ εἰρήνης καὶ ἐξέφρασαν τὴν εὐχὴν ὅπως αἱ δύο Ἐκκλησίαι ὁδηγηθοῦν πρὸς τὴν ἑνότητα ἐν τῇ πίστει τοῦ Κυρίου. Ἡ ἱστορικὴ αὐτὴ συνάντησις ἔλαβε χώραν εἰς τὴν Ἱερουσαλὴμ καὶ παρηκολουθήθη ὑπὸ πολλῶν πιστῶν ἀμφοτέρων τῶν δογμάτων. Κατὰ τὴν διάρκειαν τῆς συναντήσεως ὁ Πατριάρχης καὶ ὁ Πάπας ἀντήλλαξαν λόγους ἀγάπης καὶ εἰρήνης καὶ ἐξέφρασαν τὴν εὐχὴν ὅπως αἱ δύο Ἐκκλησίαι ὁδηγηθοῦν πρὸς τὴν ἑνότητα ἐν τῇ πίστει τοῦ Κυρίου. Ἡ ἱστορικὴ αὐτὴ συνάντησις ἔλαβε χώραν εἰς τὴν Ἱερουσαλὴμ καὶ παρηκολουθήθη ὑπὸ πολλῶν πιστῶν ἀμφοτέρων τῶν δογμάτων. Κατὰ τὴν διάρκειαν τῆς συναντήσεως ὁ Πατριάρχης καὶ ὁ Πάπας ἀντήλλαξαν λόγους ἀγάπης καὶ εἰρήνης καὶ ἐξέφρασαν τὴν εὐχὴν ὅπως αἱ δύο Ἐκκλησίαι ὁδηγηθοῦν πρὸς τὴν ἑνότητα ἐν τῇ πίστει τοῦ Κυρίου. Ἡ ἱστορικὴ αὐτὴ συνάντησις ἔλαβε χώραν εἰς τὴν Ἱερουσαλὴμ καὶ παρηκολουθήθη ὑπὸ πολλῶν πιστῶν ἀμφοτέρων τῶν δογμάτων. (113, 727, 218, 913)
article-text: Κατὰ τὴν διάρκειαν τῆς συναντήσεως ὁ Πατριάρχης καὶ ὁ Πάπας ἀντήλλαξαν λόγους ἀγάπης καὶ εἰρήνης καὶ ἐξέφρασαν τὴν εὐχὴν ὅπως αἱ δύο Ἐκκλησίαι ὁδηγηθοῦν πρὸς τὴν ἑνότητα ἐν τῇ πίστει τοῦ Κυρίου. Ἡ ἱστορικὴ αὐτὴ συνάντησις ἔλαβε χώραν εἰς τὴν Ἱερουσαλὴμ καὶ παρηκολουθήθη ὑπὸ πολλῶν πιστῶν ἀμφοτέρων τῶν δογμάτων. Κατὰ τὴν διάρκειαν τῆς συναντήσεως ὁ Πατριάρχης καὶ ὁ Πάπας ἀντήλλαξαν λόγους ἀγάπης καὶ εἰρήνης καὶ ἐξέφρασαν τὴν εὐχὴν ὅπως αἱ δύο Ἐκκλησίαι ὁδηγηθοῦν πρὸς τὴν ἑνότητα ἐν τῇ πίστει τοῦ Κυρίου. Ἡ ἱστορικὴ αὐτὴ συνάντησις ἔλαβε χώραν εἰς τὴν Ἱερουσαλὴμ καὶ παρηκολουθήθη ὑπὸ πολλῶν πιστῶν ἀμφοτέρων τῶν δογμάτων. Κατὰ τὴν διάρκειαν τῆς συναντήσεως ὁ Πατριάρχης καὶ ὁ Πάπας ἀντήλλαξαν λόγους ἀγάπης καὶ εἰρήνης καὶ ἐξέφρασαν τὴν εὐχὴν ὅπως αἱ δύο Ἐκκλησίαι ὁδηγηθοῦν πρὸς τὴν ἑνότητα ἐν τῇ πίστει τοῦ Κυρίου. Ἡ ἱστορικὴ αὐτὴ συνάντησις ἔλαβε χώραν εἰς τὴν Ἱερουσαλὴμ καὶ παρηκολουθήθη ὑπὸ πολλῶν πιστῶν ἀμφοτέρων τῶν δογμάτων. Κατὰ τὴν διάρκειαν τῆς συναντήσεως ὁ Πατριάρχης καὶ ὁ Πάπας ἀντήλλαξαν λόγους ἀγάπης καὶ εἰρήνης καὶ ἐξέφρασαν τὴν εὐχὴν ὅπως αἱ δύο Ἐκκλησίαι ὁδηγηθοῦν πρὸς τὴν ἑνότητα ἐν τῇ πίστει τοῦ Κυρίου. Ἡ ἱστορικὴ αὐτὴ συνάντησις ἔλαβε χώραν εἰς τὴν Ἱερουσαλὴμ καὶ παρηκολουθήθη ὑπὸ πολλῶν πιστῶν ἀμφοτέρων τῶν δογμάτων. Κατὰ τὴν διάρκειαν τῆς συναντήσεως ὁ Πατριάρχης καὶ ὁ Πάπας ἀντήλλαξαν λόγους ἀγάπης καὶ εἰρήνης καὶ ἐξέφρασαν τὴν εὐχὴν ὅπως αἱ δύο Ἐκκλησίαι ὁδηγηθοῦν πρὸς τὴν ἑνότητα ἐν τῇ πίστει τοῦ Κυρίου. Ἡ ἱστορικὴ αὐτὴ συνάντησις ἔλαβε χώραν εἰς τὴν Ἱερουσαλὴμ καὶ παρηκολουθήθη ὑπὸ πολλῶν πιστῶν ἀμφοτέρων τῶν δογμάτων. Κατὰ τὴν διάρκειαν τῆς συναντήσεως ὁ Πατριάρχης καὶ ὁ Πάπας ἀντήλλαξαν λόγους ἀγάπης καὶ εἰρήνης καὶ ἐξέφρασαν τὴν εὐχὴν ὅπως αἱ δύο Ἐκκλησίαι ὁδηγηθοῦν πρὸς τὴν ἑνότητα ἐν τῇ πίστει τοῦ Κυρίου. Ἡ ἱστορικὴ αὐτὴ συνάντησις ἔλαβε χώραν εἰς τὴν Ἱερουσαλὴμ καὶ παρηκολουθήθη ὑπὸ πολλῶν πιστῶν ἀμφοτέρων τῶν δογμάτων. (491, 1131, 621, 1372)
abroad-heading: ΧΡΗΜΑΤΙΣΤΗΡΙΑ ΕΞΩΤΕΡΙΚΟΥ (36, 145, 186, 155)
article-text: Κατὰ τὴν διάρκειαν τῆς συναντήσεως ὁ Πατριάρχης καὶ ὁ Πάπας ἀντήλλαξαν λόγους ἀγάπης καὶ εἰρήνης καὶ ἐξέφρασαν τὴν εὐχὴν ὅπως αἱ δύο Ἐκκλησίαι ὁδηγηθοῦν πρὸς τὴν ἑνότητα ἐν τῇ πίστει τοῦ Κυρίου. Ἡ ἱστορικὴ αὐτὴ συνάντησις ἔλαβε χώραν εἰς τὴν Ἱερουσαλὴμ καὶ παρηκολουθήθη ὑπὸ πολλῶν πιστῶν ἀμφοτέρων τῶν δογμάτων. Κατὰ τὴν διάρκειαν τῆς συναντήσεως ὁ Πατριάρχης καὶ ὁ Πάπας ἀντήλλαξαν λόγους ἀγάπης καὶ εἰρήνης καὶ ἐξέφρασαν τὴν εὐχὴν ὅπως αἱ δύο Ἐκκλησίαι ὁδηγηθοῦν πρὸς τὴν ἑνότητα ἐν τῇ πίστει τοῦ Κυρίου. Ἡ ἱστορικὴ αὐτὴ συνάντησις ἔλαβε χώραν εἰς τὴν Ἱερουσαλὴμ καὶ παρηκολουθήθη ὑπὸ πολλῶν πιστῶν ἀμφοτέρων τῶν δογμάτων. (626, 1677, 755, 1761)
levadia-text: Κατὰ τὴν διάρκειαν τῆς συναντήσεως ὁ Πατριάρχης καὶ ὁ Πάπας ἀντήλλαξαν λόγους ἀγάπης καὶ εἰρήνης καὶ ἐξέφρασαν τὴν εὐχὴν ὅπως αἱ δύο Ἐκκλησίαι ὁδηγηθοῦν πρὸς τὴν ἑνότητα ἐν τῇ πίστει τοῦ Κυρίου. Ἡ ἱστορικὴ αὐτὴ συνάντησις ἔλαβε χώραν εἰς τὴν Ἱερουσαλὴμ καὶ παρηκολουθήθη ὑπὸ πολλῶν πιστῶν ἀμφοτέρων τῶν δογμάτων. Κατὰ τὴν διάρκειαν τῆς συναντήσεως ὁ Πατριάρχης καὶ ὁ Πάπας ἀντήλλαξαν λόγους ἀγάπης καὶ εἰρήνης καὶ ἐξέφρασαν τὴν εὐχὴν ὅπως αἱ δύο Ἐκκλησίαι ὁδηγηθοῦν πρὸς τὴν ἑνότητα ἐν τῇ πίστει τοῦ Κυρίου. Ἡ ἱστορικὴ αὐτὴ συνάντησις ἔλαβε χώραν εἰς τὴν Ἱερουσαλὴμ καὶ παρηκολουθήθη ὑπὸ πολλῶν πιστῶν ἀμφοτέρων τῶν δογμάτων. Κατὰ τὴν διάρκειαν τῆς συναντήσεως ὁ Πατριάρχης καὶ ὁ Πάπας ἀντήλλαξαν λόγους ἀγάπης καὶ εἰρήνης καὶ ἐξέφρασαν τὴν εὐχὴν ὅπως αἱ δύο Ἐκκλησίαι ὁδηγηθοῦν πρὸς τὴν ἑνότητα ἐν τῇ πίστει τοῦ Κυρίου. Ἡ ἱστορικὴ αὐτὴ συνάντησις ἔλαβε χώραν εἰς τὴν Ἱερουσαλὴμ καὶ παρηκολουθήθη ὑπὸ πολλῶν πιστῶν ἀμφοτέρων τῶν δογμάτων. Κατὰ τὴν διάρκειαν τῆς συναντήσεως ὁ Πατριάρχης καὶ ὁ Πάπας ἀντήλλαξαν λόγους ἀγάπης καὶ εἰρήνης καὶ ἐξέφρασαν τὴν εὐχὴν ὅπως αἱ δύο Ἐκκλησίαι ὁδηγηθοῦν πρὸς τὴν ἑνότητα ἐν τῇ πίστει τοῦ Κυρίου. Ἡ ἱστορικὴ αὐτὴ συνάντησις ἔλαβε χώραν εἰς τὴν Ἱερουσαλὴμ καὶ παρηκολουθήθη ὑπὸ πολλῶν πιστῶν ἀμφοτέρων τῶν δογμάτων. Κατὰ τὴν διάρκειαν τῆς συναντήσεως ὁ Πατριάρχης καὶ ὁ Πάπας ἀντήλλαξαν λόγους ἀγάπης καὶ εἰρήνης καὶ ἐξέφρασαν τὴν εὐχὴν ὅπως αἱ δύο Ἐκκλησίαι ὁδηγηθοῦν πρὸς τὴν ἑνότητα ἐν τῇ πίστει τοῦ Κυρίου. Ἡ ἱστορικὴ αὐτὴ συνάντησις ἔλαβε χώραν εἰς τὴν Ἱερουσαλὴμ καὶ παρηκολουθήθη ὑπὸ πολλῶν πιστῶν ἀμφοτέρων τῶν δογμάτων. Κατὰ τὴν διάρκειαν τῆς συναντήσεως ὁ Πατριάρχης καὶ ὁ Πάπας ἀντήλλαξαν λόγους ἀγάπης καὶ εἰρήνης καὶ ἐξέφρασαν τὴν εὐχὴν ὅπως αἱ δύο Ἐκκλησίαι ὁδηγηθοῦν πρὸς τὴν ἑνότητα ἐν τῇ πίστει τοῦ Κυρίου. Ἡ ἱστορικὴ αὐτὴ συνάντησις ἔλαβε χώραν εἰς τὴν Ἱερουσαλὴμ καὶ παρηκολουθήθη ὑπὸ πολλῶν πιστῶν ἀμφοτέρων τῶν δογμάτων. (4, 1490, 101, 1787)
article-col-5 (761, 138, 890, 1294)
article-text: Κατὰ τὴν διάρκειαν τῆς συναντήσεως ὁ Πατριάρχης καὶ ὁ Πάπας ἀντήλλαξαν λόγους ἀγάπης καὶ εἰρήνης καὶ ἐξέφρασαν τὴν εὐχὴν ὅπως αἱ δύο Ἐκκλησίαι ὁδηγηθοῦν πρὸς τὴν ἑνότητα ἐν τῇ πίστει τοῦ Κυρίου. Ἡ ἱστορικὴ αὐτὴ συνάντησις ἔλαβε χώραν εἰς τὴν Ἱερουσαλὴμ καὶ παρηκολουθήθη ὑπὸ πολλῶν πιστῶν ἀμφοτέρων τῶν δογμάτων. Κατὰ τὴν διάρκειαν τῆς συναντήσεως ὁ Πατριάρχης καὶ ὁ Πάπας ἀντήλλαξαν λόγους ἀγάπης καὶ εἰρήνης καὶ ἐξέφρασαν τὴν εὐχὴν ὅπως αἱ δύο Ἐκκλησίαι ὁδηγηθοῦν πρὸς τὴν ἑνότητα ἐν τῇ πίστει τοῦ Κυρίου. Ἡ ἱστορικὴ αὐτὴ συνάντησις ἔλαβε χώραν εἰς τὴν Ἱερουσαλὴμ καὶ παρηκολουθήθη ὑπὸ πολλῶν πιστῶν ἀμφοτέρων τῶν δογμάτων. Κατὰ τὴν διάρκειαν τῆς συναντήσεως ὁ Πατριάρχης καὶ ὁ Πάπας ἀντήλλαξαν λόγους ἀγάπης καὶ εἰρήνης καὶ ἐξέφρασαν τὴν εὐχὴν ὅπως αἱ δύο Ἐκκλησίαι ὁδηγηθοῦν πρὸς τὴν ἑνότητα ἐν τῇ πίστει τοῦ Κυρίου. Ἡ ἱστορικὴ αὐτὴ συνάντησις ἔλαβε χώραν εἰς τὴν Ἱερουσαλὴμ καὶ παρηκολουθήθη ὑπὸ πολλῶν πιστῶν ἀμφοτέρων τῶν δογμάτων. Κατὰ τὴν διάρκειαν τῆς συναντήσεως ὁ Πατριάρχης καὶ ὁ Πάπας ἀντήλλαξαν λόγους ἀγάπης καὶ εἰρήνης καὶ ἐξέφρασαν τὴν εὐχὴν ὅπως αἱ δύο Ἐκκλησίαι ὁδηγηθοῦν πρὸς τὴν ἑνότητα ἐν τῇ πίστει τοῦ Κυρίου. Ἡ ἱστορικὴ αὐτὴ συνάντησις ἔλαβε χώραν εἰς τὴν Ἱερουσαλὴμ καὶ παρηκολουθήθη ὑπὸ πολλῶν πιστῶν ἀμφοτέρων τῶν δογμάτων. Κατὰ τὴν διάρκειαν τῆς συναντήσεως ὁ Πατριάρχης καὶ ὁ Πάπας ἀντήλλαξαν λόγους ἀγάπης καὶ εἰρήνης καὶ ἐξέφρασαν τὴν εὐχὴν ὅπως αἱ δύο Ἐκκλησίαι ὁδηγηθοῦν πρὸς τὴν ἑνότητα ἐν τῇ πίστει τοῦ Κυρίου. Ἡ ἱστορικὴ αὐτὴ συνάντησις ἔλαβε χώραν εἰς τὴν Ἱερουσαλὴμ καὶ παρηκολουθήθη ὑπὸ πολλῶν πιστῶν ἀμφοτέρων τῶν δογμάτων. Κατὰ τὴν διάρκειαν τῆς συναντήσεως ὁ Πατριάρχης καὶ ὁ Πάπας ἀντήλλαξαν λόγους ἀγάπης καὶ εἰρήνης καὶ ἐξέφρασαν τὴν εὐχὴν ὅπως αἱ δύο Ἐκκλησίαι ὁδηγηθοῦν πρὸς τὴν ἑνότητα ἐν τῇ πίστει τοῦ Κυρίου. Ἡ ἱστορικὴ αὐτὴ συνάντησις ἔλαβε χώραν εἰς τὴν Ἱερουσαλὴμ καὶ παρηκολουθήθη ὑπὸ πολλῶν πιστῶν ἀμφοτέρων τῶν δογμάτων. Κατὰ τὴν διάρκειαν τῆς συναντήσεως ὁ Πατριάρχης καὶ ὁ Πάπας ἀντήλλαξαν λόγους ἀγάπης καὶ εἰρήνης καὶ ἐξέφρασαν τὴν εὐχὴν ὅπως αἱ δύο Ἐκκλησίαι ὁδηγηθοῦν πρὸς τὴν ἑνότητα ἐν τῇ πίστει τοῦ Κυρίου. Ἡ ἱστορικὴ αὐτὴ συνάντησις ἔλαβε χώραν εἰς τὴν Ἱερουσαλὴμ καὶ παρηκολουθήθη ὑπὸ πολλῶν πιστῶν ἀμφοτέρων τῶν δογμάτων. Κατὰ τὴν διάρκειαν τῆς συναντήσεως ὁ Πατριάρχης καὶ ὁ Πάπας ἀντήλλαξαν λόγους ἀγάπης καὶ εἰρήνης καὶ ἐξέφρασαν τὴν εὐχὴν ὅπως αἱ δύο Ἐκκλησίαι ὁδηγηθοῦν πρὸς τὴν ἑνότητα ἐν τῇ πίστει τοῦ Κυρίου. Ἡ ἱστορικὴ αὐτὴ συνάντησις ἔλαβε χώραν εἰς τὴν Ἱερουσαλὴμ καὶ παρηκολουθήθη ὑπὸ πολλῶν πιστῶν ἀμφοτέρων τῶν δογμάτων. (357, 980, 486, 1299)
economy-col-right (113, 157, 218, 1438)
article-text: Κατὰ τὴν διάρκειαν τῆς συναντήσεως ὁ Πατριάρχης καὶ ὁ Πάπας ἀντήλλαξαν λόγους ἀγάπης καὶ εἰρήνης καὶ ἐξέφρασαν τὴν εὐχὴν ὅπως αἱ δύο Ἐκκλησίαι ὁδηγηθοῦν πρὸς τὴν ἑνότητα ἐν τῇ πίστει τοῦ Κυρίου. Ἡ ἱστορικὴ αὐτὴ συνάντησις ἔλαβε χώραν εἰς τὴν Ἱερουσαλὴμ καὶ παρηκολουθήθη ὑπὸ πολλῶν πιστῶν ἀμφοτέρων τῶν δογμάτων. Κατὰ τὴν διάρκειαν τῆς συναντήσεως ὁ Πατριάρχης καὶ ὁ Πάπας ἀντήλλαξαν λόγους ἀγάπης καὶ εἰρήνης καὶ ἐξέφρασαν τὴν εὐχὴν ὅπως αἱ δύο Ἐκκλησίαι ὁδηγηθοῦν πρὸς τὴν ἑνότητα ἐν τῇ πίστει τοῦ Κυρίου. Ἡ ἱστορικὴ αὐτὴ συνάντησις ἔλαβε χώραν εἰς τὴν Ἱερουσαλὴμ καὶ παρηκολουθήθη ὑπὸ πολλῶν πιστῶν ἀμφοτέρων τῶν δογμάτων. Κατὰ τὴν διάρκειαν τῆς συναντήσεως ὁ Πατριάρχης καὶ ὁ Πάπας ἀντήλλαξαν λόγους ἀγάπης καὶ εἰρήνης καὶ ἐξέφρασαν τὴν εὐχὴν ὅπως αἱ δύο Ἐκκλησίαι ὁδηγηθοῦν πρὸς τὴν ἑνότητα ἐν τῇ πίστει τοῦ Κυρίου. Ἡ ἱστορικὴ αὐτὴ συνάντησις ἔλαβε χώραν εἰς τὴν Ἱερουσαλὴμ καὶ παρηκολουθήθη ὑπὸ πολλῶν πιστῶν ἀμφοτέρων τῶν δογμάτων. Κατὰ τὴν διάρκειαν τῆς συναντήσεως ὁ Πατριάρχης καὶ ὁ Πάπας ἀντήλλαξαν λόγους ἀγάπης καὶ εἰρήνης καὶ ἐξέφρασαν τὴν εὐχὴν ὅπως αἱ δύο Ἐκκλησίαι ὁδηγηθοῦν πρὸς τὴν ἑνότητα ἐν τῇ πίστει τοῦ Κυρίου. Ἡ ἱστορικὴ αὐτὴ συνάντησις ἔλαβε χώραν εἰς τὴν Ἱερουσαλὴμ καὶ παρηκολουθήθη ὑπὸ πολλῶν πιστῶν ἀμφοτέρων τῶν δογμάτων. (626, 363, 755, 526)
subhead: Ὁ Πατριάρχης θὰ μεταβῆ εἰς Φλωρεντίαν (626, 1655, 740, 1674)
article-text: Κατὰ τὴν διάρκειαν τῆς συναντήσεως ὁ Πατριάρχης καὶ ὁ Πάπας ἀντήλλαξαν λόγους ἀγάπης καὶ εἰρήνης καὶ ἐξέφρασαν τὴν εὐχὴν ὅπως αἱ δύο Ἐκκλησίαι ὁδηγηθοῦν πρὸς τὴν ἑνότητα ἐν τῇ πίστει τοῦ Κυρίου. Ἡ ἱστορικὴ αὐτὴ συνάντησις ἔλαβε χώραν εἰς τὴν Ἱερουσαλὴμ καὶ παρηκολουθήθη ὑπὸ πολλῶν πιστῶν ἀμφοτέρων τῶν δογμάτων. Κατὰ τὴν διάρκειαν τῆς συναντήσεως ὁ Πατριάρχης καὶ ὁ Πάπας ἀντήλλαξαν λόγους ἀγάπης καὶ εἰρήνης καὶ ἐξέφρασαν τὴν εὐχὴν ὅπως αἱ δύο Ἐκκλησίαι ὁδηγηθοῦν πρὸς τὴν ἑνότητα ἐν τῇ πίστει τοῦ Κυρίου. Ἡ ἱστορικὴ αὐτὴ συνάντησις ἔλαβε χώραν εἰς τὴν Ἱερουσαλὴμ καὶ παρηκολουθήθη ὑπὸ πολλῶν πιστῶν ἀμφοτέρων τῶν δογμάτων. Κατὰ τὴν διάρκειαν τῆς συναντήσεως ὁ Πατριάρχης καὶ ὁ Πάπας ἀντήλλαξαν λόγους ἀγάπης καὶ εἰρήνης καὶ ἐξέφρασαν τὴν εὐχὴν ὅπως αἱ δύο Ἐκκλησίαι ὁδηγηθοῦν πρὸς τὴν ἑνότητα ἐν τῇ πίστει τοῦ Κυρίου. Ἡ ἱστορικὴ αὐτὴ συνάντησις ἔλαβε χώραν εἰς τὴν Ἱερουσαλὴμ καὶ παρηκολουθήθη ὑπὸ πολλῶν πιστῶν ἀμφοτέρων τῶν δογμάτων. Κατὰ τὴν διάρκειαν τῆς συναντήσεως ὁ Πατριάρχης καὶ ὁ Πάπας ἀντήλλαξαν λόγους ἀγάπης καὶ εἰρήνης καὶ ἐξέφρασαν τὴν εὐχὴν ὅπως αἱ δύο Ἐκκλησίαι ὁδηγηθοῦν πρὸς τὴν ἑνότητα ἐν τῇ πίστει τοῦ Κυρίου. Ἡ ἱστορικὴ αὐτὴ συνάντησις ἔλαβε χώραν εἰς τὴν Ἱερουσαλὴμ καὶ παρηκολουθήθη ὑπὸ πολλῶν πιστῶν ἀμφοτέρων τῶν δογμάτων. Κατὰ τὴν διάρκειαν τῆς συναντήσεως ὁ Πατριάρχης καὶ ὁ Πάπας ἀντήλλαξαν λόγους ἀγάπης καὶ εἰρήνης καὶ ἐξέφρασαν τὴν εὐχὴν ὅπως αἱ δύο Ἐκκλησίαι ὁδηγηθοῦν πρὸς τὴν ἑνότητα ἐν τῇ πίστει τοῦ Κυρίου. Ἡ ἱστορικὴ αὐτὴ συνάντησις ἔλαβε χώραν εἰς τὴν Ἱερουσαλὴμ καὶ παρηκολουθήθη ὑπὸ πολλῶν πιστῶν ἀμφοτέρων τῶν δογμάτων. Κατὰ τὴν διάρκειαν τῆς συναντήσεως ὁ Πατριάρχης καὶ ὁ Πάπας ἀντήλλαξαν λόγους ἀγάπης καὶ εἰρήνης καὶ ἐξέφρασαν τὴν εὐχὴν ὅπως αἱ δύο Ἐκκλησίαι ὁδηγηθοῦν πρὸς τὴν ἑνότητα ἐν τῇ πίστει τοῦ Κυρίου. Ἡ ἱστορικὴ αὐτὴ συνάντησις ἔλαβε χώραν εἰς τὴν Ἱερουσαλὴμ καὶ παρηκολουθήθη ὑπὸ πολλῶν πιστῶν ἀμφοτέρων τῶν δογμάτων. Κατὰ τὴν διάρκειαν τῆς συναντήσεως ὁ Πατριάρχης καὶ ὁ Πάπας ἀντήλλαξαν λόγους ἀγάπης καὶ εἰρήνης καὶ ἐξέφρασαν τὴν εὐχὴν ὅπως αἱ δύο Ἐκκλησίαι ὁδηγηθοῦν πρὸς τὴν ἑνότητα ἐν τῇ πίστει τοῦ Κυρίου. Ἡ ἱστορικὴ αὐτὴ συνάντησις ἔλαβε χώραν εἰς τὴν Ἱερουσαλὴμ καὶ παρηκολουθήθη ὑπὸ πολλῶν πιστῶν ἀμφοτέρων τῶν δογμάτων. (222, 303, 352, 580)
subhead: Ἡ ἀναχώρησις τοῦ (626, 1408, 712, 1417)
subhead: Ἀπὸ κοινοῦ τὸ «Πάτερ ἡμῶν» (222, 765, 323, 784)
article-text: Κατὰ τὴν διάρκειαν τῆς συναντήσεως ὁ Πατριάρχης καὶ ὁ Πάπας ἀντήλλαξαν λόγους ἀγάπης καὶ εἰρήνης καὶ ἐξέφρασαν τὴν εὐχὴν ὅπως αἱ δύο Ἐκκλησίαι ὁδηγηθοῦν πρὸς τὴν ἑνότητα ἐν τῇ πίστει τοῦ Κυρίου. Ἡ ἱστορικὴ αὐτὴ συνάντησις ἔλαβε χώραν εἰς τὴν Ἱερουσαλὴμ καὶ παρηκολουθήθη ὑπὸ πολλῶν πιστῶν ἀμφοτέρων τῶν δογμάτων. Κατὰ τὴν διάρκειαν τῆς συναντήσεως ὁ Πατριάρχης καὶ ὁ Πάπας ἀντήλλαξαν λόγους ἀγάπης καὶ εἰρήνης καὶ ἐξέφρασαν τὴν εὐχὴν ὅπως αἱ δύο Ἐκκλησίαι ὁδηγηθοῦν πρὸς τὴν ἑνότητα ἐν τῇ πίστει τοῦ Κυρίου. Ἡ ἱστορικὴ αὐτὴ συνάντησις ἔλαβε χώραν εἰς τὴν Ἱερουσαλὴμ καὶ παρηκολουθήθη ὑπὸ πολλῶν πιστῶν ἀμφοτέρων τῶν δογμάτων. Κατὰ τὴν διάρκειαν τῆς συναντήσεως ὁ Πατριάρχης καὶ ὁ Πάπας ἀντήλλαξαν λόγους ἀγάπης καὶ εἰρήνης καὶ ἐξέφρασαν τὴν εὐχὴν ὅπως αἱ δύο Ἐκκλησίαι ὁδηγηθοῦν πρὸς τὴν ἑνότητα ἐν τῇ πίστει τοῦ Κυρίου. Ἡ ἱστορικὴ αὐτὴ συνάντησις ἔλαβε χώραν εἰς τὴν Ἱερουσαλὴμ καὶ παρηκολουθήθη ὑπὸ πολλῶν πιστῶν ἀμφοτέρων τῶν δογμάτων. Κατὰ τὴν διάρκειαν τῆς συναντήσεως ὁ Πατριάρχης καὶ ὁ Πάπας ἀντήλλαξαν λόγους ἀγάπης καὶ εἰρήνης καὶ ἐξέφρασαν τὴν εὐχὴν ὅπως αἱ δύο Ἐκκλησίαι ὁδηγηθοῦν πρὸς τὴν ἑνότητα ἐν τῇ πίστει τοῦ Κυρίου. Ἡ ἱστορικὴ αὐτὴ συνάντησις ἔλαβε χώραν εἰς τὴν Ἱερουσαλὴμ καὶ παρηκολουθήθη ὑπὸ πολλῶν πιστῶν ἀμφοτέρων τῶν δογμάτων. Κατὰ τὴν διάρκειαν τῆς συναντήσεως ὁ Πατριάρχης καὶ ὁ Πάπας ἀντήλλαξαν λόγους ἀγάπης καὶ εἰρήνης καὶ ἐξέφρασαν τὴν εὐχὴν ὅπως αἱ δύο Ἐκκλησίαι ὁδηγηθοῦν πρὸς τὴν ἑνότητα ἐν τῇ πίστει τοῦ Κυρίου. Ἡ ἱστορικὴ αὐτὴ συνάντησις ἔλαβε χώραν εἰς τὴν Ἱερουσαλὴμ καὶ παρηκολουθήθη ὑπὸ πολλῶν πιστῶν ἀμφοτέρων τῶν δογμάτων. (491, 915, 621, 1114)
article-text: Κατὰ τὴν διάρκειαν τῆς συναντήσεως ὁ Πατριάρχης καὶ ὁ Πάπας ἀντήλλαξαν λόγους ἀγάπης καὶ εἰρήνης καὶ ἐξέφρασαν τὴν εὐχὴν ὅπως αἱ δύο Ἐκκλησίαι ὁδηγηθοῦν πρὸς τὴν ἑνότητα ἐν τῇ πίστει τοῦ Κυρίου. Ἡ ἱστορικὴ αὐτὴ συνάντησις ἔλαβε χώραν εἰς τὴν Ἱερουσαλὴμ καὶ παρηκολουθήθη ὑπὸ πολλῶν πιστῶν ἀμφοτέρων τῶν δογμάτων. Κατὰ τὴν διάρκειαν τῆς συναντήσεως ὁ Πατριάρχης καὶ ὁ Πάπας ἀντήλλαξαν λόγους ἀγάπης καὶ εἰρήνης καὶ ἐξέφρασαν τὴν εὐχὴν ὅπως αἱ δύο Ἐκκλησίαι ὁδηγηθοῦν πρὸς τὴν ἑνότητα ἐν τῇ πίστει τοῦ Κυρίου. Ἡ ἱστορικὴ αὐτὴ συνάντησις ἔλαβε χώραν εἰς τὴν Ἱερουσαλὴμ καὶ παρηκολουθήθη ὑπὸ πολλῶν πιστῶν ἀμφοτέρων τῶν δογμάτων. Κατὰ τὴν διάρκειαν τῆς συναντήσεως ὁ Πατριάρχης καὶ ὁ Πάπας ἀντήλλαξαν λόγους ἀγάπης καὶ εἰρήνης καὶ ἐξέφρασαν τὴν εὐχὴν ὅπως αἱ δύο Ἐκκλησίαι ὁδηγηθοῦν πρὸς τὴν ἑνότητα ἐν τῇ πίστει τοῦ Κυρίου. Ἡ ἱστορικὴ αὐτὴ συνάντησις ἔλαβε χώραν εἰς τὴν Ἱερουσαλὴμ καὶ παρηκολουθήθη ὑπὸ πολλῶν πιστῶν ἀμφοτέρων τῶν δογμάτων. Κατὰ τὴν διάρκειαν τῆς συναντήσεως ὁ Πατριάρχης καὶ ὁ Πάπας ἀντήλλαξαν λόγους ἀγάπης καὶ εἰρήνης καὶ ἐξέφρασαν τὴν εὐχὴν ὅπως αἱ δύο Ἐκκλησίαι ὁδηγηθοῦν πρὸς τὴν ἑνότητα ἐν τῇ πίστει τοῦ Κυρίου. Ἡ ἱστορικὴ αὐτὴ συνάντησις ἔλαβε χώραν εἰς τὴν Ἱερουσαλὴμ καὶ παρηκολουθήθη ὑπὸ πολλῶν πιστῶν ἀμφοτέρων τῶν δογμάτων. (222, 786, 352, 949)
article-text: Κατὰ τὴν διάρκειαν τῆς συναντήσεως ὁ Πατριάρχης καὶ ὁ Πάπας ἀντήλλαξαν λόγους ἀγάπης καὶ εἰρήνης καὶ ἐξέφρασαν τὴν εὐχὴν ὅπως αἱ δύο Ἐκκλησίαι ὁδηγηθοῦν πρὸς τὴν ἑνότητα ἐν τῇ πίστει τοῦ Κυρίου. Ἡ ἱστορικὴ αὐτὴ συνάντησις ἔλαβε χώραν εἰς τὴν Ἱερουσαλὴμ καὶ παρηκολουθήθη ὑπὸ πολλῶν πιστῶν ἀμφοτέρων τῶν δογμάτων. Κατὰ τὴν διάρκειαν τῆς συναντήσεως ὁ Πατριάρχης καὶ ὁ Πάπας ἀντήλλαξαν λόγους ἀγάπης καὶ εἰρήνης καὶ ἐξέφρασαν τὴν εὐχὴν ὅπως αἱ δύο Ἐκκλησίαι ὁδηγηθοῦν πρὸς τὴν ἑνότητα ἐν τῇ πίστει τοῦ Κυρίου. Ἡ ἱστορικὴ αὐτὴ συνάντησις ἔλαβε χώραν εἰς τὴν Ἱερουσαλὴμ καὶ παρηκολουθήθη ὑπὸ πολλῶν πιστῶν ἀμφοτέρων τῶν δογμάτων. (760, 138, 890, 223)
results-text: Κατὰ τὴν διάρκειαν τῆς συναντήσεως ὁ Πατριάρχης καὶ ὁ Πάπας ἀντήλλαξαν λόγους ἀγάπης καὶ εἰρήνης καὶ ἐξέφρασαν τὴν εὐχὴν ὅπως αἱ δύο Ἐκκλησίαι ὁδηγηθοῦν πρὸς τὴν ἑνότητα ἐν τῇ πίστει τοῦ Κυρίου. Ἡ ἱστορικὴ αὐτὴ συνάντησις ἔλαβε χώραν εἰς τὴν Ἱερουσαλὴμ καὶ παρηκολουθήθη ὑπὸ πολλῶν πιστῶν ἀμφοτέρων τῶν δογμάτων. Κατὰ τὴν διάρκειαν τῆς συναντήσεως ὁ Πατριάρχης καὶ ὁ Πάπας ἀντήλλαξαν λόγους ἀγάπης καὶ εἰρήνης καὶ ἐξέφρασαν τὴν εὐχὴν ὅπως αἱ δύο Ἐκκλησίαι ὁδηγηθοῦν πρὸς τὴν ἑνότητα ἐν τῇ πίστει τοῦ Κυρίου. Ἡ ἱστορικὴ αὐτὴ συνάντησις ἔλαβε χώραν εἰς τὴν Ἱερουσαλὴμ καὶ παρηκολουθήθη ὑπὸ πολλῶν πιστῶν ἀμφοτέρων τῶν δογμάτων. Κατὰ τὴν διάρκειαν τῆς συναντήσεως ὁ Πατριάρχης καὶ ὁ Πάπας ἀντήλλαξαν λόγους ἀγάπης καὶ εἰρήνης καὶ ἐξέφρασαν τὴν εὐχὴν ὅπως αἱ δύο Ἐκκλησίαι ὁδηγηθοῦν πρὸς τὴν ἑνότητα ἐν τῇ πίστει τοῦ Κυρίου. Ἡ ἱστορικὴ αὐτὴ συνάντησις ἔλαβε χώραν εἰς τὴν Ἱερουσαλὴμ καὶ παρηκολουθήθη ὑπὸ πολλῶν πιστῶν ἀμφοτέρων τῶν δογμάτων. Κατὰ τὴν διάρκειαν τῆς συναντήσεως ὁ Πατριάρχης καὶ ὁ Πάπας ἀντήλλαξαν λόγους ἀγάπης καὶ εἰρήνης καὶ ἐξέφρασαν τὴν εὐχὴν ὅπως αἱ δύο Ἐκκλησίαι ὁδηγηθοῦν πρὸς τὴν ἑνότητα ἐν τῇ πίστει τοῦ Κυρίου. Ἡ ἱστορικὴ αὐτὴ συνάντησις ἔλαβε χώραν εἰς τὴν Ἱερουσαλὴμ καὶ παρηκολουθήθη ὑπὸ πολλῶν πιστῶν ἀμφοτέρων τῶν δογμάτων. Κατὰ τὴν διάρκειαν τῆς συναντήσεως ὁ Πατριάρχης καὶ ὁ Πάπας ἀντήλλαξαν λόγους ἀγάπης καὶ εἰρήνης καὶ ἐξέφρασαν τὴν εὐχὴν ὅπως αἱ δύο Ἐκκλησίαι ὁδηγηθοῦν πρὸς τὴν ἑνότητα ἐν τῇ πίστει τοῦ Κυρίου. Ἡ ἱστορικὴ αὐτὴ συνάντησις ἔλαβε χώραν εἰς τὴν Ἱερουσαλὴμ καὶ παρηκολουθήθη ὑπὸ πολλῶν πιστῶν ἀμφοτέρων τῶν δογμάτων. (105, 1778, 218, 1993)
subhead: Εἰς Βηθλεὲμ (491, 902, 547, 912)
headline-rule (222, 134, 890, 136)
rates-text: Κατὰ τὴν διάρκειαν τῆς συναντήσεως ὁ Πατριάρχης καὶ ὁ Πάπας ἀντήλλαξαν λόγους ἀγάπης καὶ εἰρήνης καὶ ἐξέφρασαν τὴν εὐχὴν ὅπως αἱ δύο Ἐκκλησίαι ὁδηγηθοῦν πρὸς τὴν ἑνότητα ἐν τῇ πίστει τοῦ Κυρίου. Ἡ ἱστορικὴ αὐτὴ συνάντησις ἔλαβε χώραν εἰς τὴν Ἱερουσαλὴμ καὶ παρηκολουθήθη ὑπὸ πολλῶν πιστῶν ἀμφοτέρων τῶν δογμάτων. Κατὰ τὴν διάρκειαν τῆς συναντήσεως ὁ Πατριάρχης καὶ ὁ Πάπας ἀντήλλαξαν λόγους ἀγάπης καὶ εἰρήνης καὶ ἐξέφρασαν τὴν εὐχὴν ὅπως αἱ δύο Ἐκκλησίαι ὁδηγηθοῦν πρὸς τὴν ἑνότητα ἐν τῇ πίστει τοῦ Κυρίου. Ἡ ἱστορικὴ αὐτὴ συνάντησις ἔλαβε χώραν εἰς τὴν Ἱερουσαλὴμ καὶ παρηκολουθήθη ὑπὸ πολλῶν πιστῶν ἀμφοτέρων τῶν δογμάτων. Κατὰ τὴν διάρκειαν τῆς συναντήσεως ὁ Πατριάρχης καὶ ὁ Πάπας ἀντήλλαξαν λόγους ἀγάπης καὶ εἰρήνης καὶ ἐξέφρασαν τὴν εὐχὴν ὅπως αἱ δύο Ἐκκλησίαι ὁδηγηθοῦν πρὸς τὴν ἑνότητα ἐν τῇ πίστει τοῦ Κυρίου. Ἡ ἱστορικὴ αὐτὴ συνάντησις ἔλαβε χώραν εἰς τὴν Ἱερουσαλὴμ καὶ παρηκολουθήθη ὑπὸ πολλῶν πιστῶν ἀμφοτέρων τῶν δογμάτων. (113, 157, 218, 275)
subhead: Ἡ δευτέρα συνάντησις (222, 1280, 326, 1289)
vineyards-box: ΜΕΤΡΑ ΥΠΕΡ ΤΩΝ ΠΛΗΓΕΝΤΩΝ ΑΜΠΕΛΟΚΑΛΛΙΕΡΓΗΤΩΝ ΚΑΙ ΚΑΛΛΙΕΡΓΗΤΩΝ ΓΕΩΜΗΛΩΝ (118, 686, 213, 725)
amex-text: Κατὰ τὴν διάρκειαν τῆς συναντήσεως ὁ Πατριάρχης καὶ ὁ Πάπας ἀντήλλαξαν λόγους ἀγάπης καὶ εἰρήνης καὶ ἐξέφρασαν τὴν εὐχὴν ὅπως αἱ δύο Ἐκκλησίαι ὁδηγηθοῦν πρὸς τὴν ἑνότητα ἐν τῇ πίστει τοῦ Κυρίου. Ἡ ἱστορικὴ αὐτὴ συνάντησις ἔλαβε χώραν εἰς τὴν Ἱερουσαλὴμ καὶ παρηκολουθήθη ὑπὸ πολλῶν πιστῶν ἀμφοτέρων τῶν δογμάτων. Κατὰ τὴν διάρκειαν τῆς συναντήσεως ὁ Πατριάρχης καὶ ὁ Πάπας ἀντήλλαξαν λόγους ἀγάπης καὶ εἰρήνης καὶ ἐξέφρασαν τὴν εὐχὴν ὅπως αἱ δύο Ἐκκλησίαι ὁδηγηθοῦν πρὸς τὴν ἑνότητα ἐν τῇ πίστει τοῦ Κυρίου. Ἡ ἱστορικὴ αὐτὴ συνάντησις ἔλαβε χώραν εἰς τὴν Ἱερουσαλὴμ καὶ παρηκολουθήθη ὑπὸ πολλῶν πιστῶν ἀμφοτέρων τῶν δογμάτων. Κατὰ τὴν διάρκειαν τῆς συναντήσεως ὁ Πατριάρχης καὶ ὁ Πάπας ἀντήλλαξαν λόγους ἀγάπης καὶ εἰρήνης καὶ ἐξέφρασαν τὴν εὐχὴν ὅπως αἱ δύο Ἐκκλησίαι ὁδηγηθοῦν πρὸς τὴν ἑνότητα ἐν τῇ πίστει τοῦ Κυρίου. Ἡ ἱστορικὴ αὐτὴ συνάντησις ἔλαβε χώραν εἰς τὴν Ἱερουσαλὴμ καὶ παρηκολουθήθη ὑπὸ πολλῶν πιστῶν ἀμφοτέρων τῶν δογμάτων. (4, 1184, 109, 1324)
article-text: Κατὰ τὴν διάρκειαν τῆς συναντήσεως ὁ Πατριάρχης καὶ ὁ Πάπας ἀντήλλαξαν λόγους ἀγάπης καὶ εἰρήνης καὶ ἐξέφρασαν τὴν εὐχὴν ὅπως αἱ δύο Ἐκκλησίαι ὁδηγηθοῦν πρὸς τὴν ἑνότητα ἐν τῇ πίστει τοῦ Κυρίου. Ἡ ἱστορικὴ αὐτὴ συνάντησις ἔλαβε χώραν εἰς τὴν Ἱερουσαλὴμ καὶ παρηκολουθήθη ὑπὸ πολλῶν πιστῶν ἀμφοτέρων τῶν δογμάτων. Κατὰ τὴν διάρκειαν τῆς συναντήσεως ὁ Πατριάρχης καὶ ὁ Πάπας ἀντήλλαξαν λόγους ἀγάπης καὶ εἰρήνης καὶ ἐξέφρασαν τὴν εὐχὴν ὅπως αἱ δύο Ἐκκλησίαι ὁδηγηθοῦν πρὸς τὴν ἑνότητα ἐν τῇ πίστει τοῦ Κυρίου. Ἡ ἱστορικὴ αὐτὴ συνάντησις ἔλαβε χώραν εἰς τὴν Ἱερουσαλὴμ καὶ παρηκολουθήθη ὑπὸ πολλῶν πιστῶν ἀμφοτέρων τῶν δογμάτων. Κατὰ τὴν διάρκειαν τῆς συναντήσεως ὁ Πατριάρχης καὶ ὁ Πάπας ἀντήλλαξαν λόγους ἀγάπης καὶ εἰρήνης καὶ ἐξέφρασαν τὴν εὐχὴν ὅπως αἱ δύο Ἐκκλησίαι ὁδηγηθοῦν πρὸς τὴν ἑνότητα ἐν τῇ πίστει τοῦ Κυρίου. Ἡ ἱστορικὴ αὐτὴ συνάντησις ἔλαβε χώραν εἰς τὴν Ἱερουσαλὴμ καὶ παρηκολουθήθη ὑπὸ πολλῶν πιστῶν ἀμφοτέρων τῶν δογμάτων. (760, 749, 890, 869)
cyprus-box: ΣΥΣΚΕΨΙΣ ΜΕ ΜΟΝΑΔΙΚΟΝ ΘΕΜΑ ΤΟ ΚΥΠΡΙΑΚΟΝ (765, 982, 885, 1015)
lower-right-col (105, 1446, 218, 2576)
exchange-heading: Ἀγορὰ συναλλάγματος (18, 423, 95, 444)
economy-col-left (4, 157, 109, 1438)
pension-box: ΟΙ ΣΥΝΤΑΞΙΟΥΧΟΙ ΤΗΣ ΑΓΡΟΤΙΚΗΣ ΤΡΑΠΕΖΗΣ (118, 2164, 205, 2180)
pension-text: Κατὰ τὴν διάρκειαν τῆς συναντήσεως ὁ Πατριάρχης καὶ ὁ Πάπας ἀντήλλαξαν λόγους ἀγάπης καὶ εἰρήνης καὶ ἐξέφρασαν τὴν εὐχὴν ὅπως αἱ δύο Ἐκκλησίαι ὁδηγηθοῦν πρὸς τὴν ἑνότητα ἐν τῇ πίστει τοῦ Κυρίου. Ἡ ἱστορικὴ αὐτὴ συνάντησις ἔλαβε χώραν εἰς τὴν Ἱερουσαλὴμ καὶ παρηκολουθήθη ὑπὸ πολλῶν πιστῶν ἀμφοτέρων τῶν δογμάτων. Κατὰ τὴν διάρκειαν τῆς συναντήσεως ὁ Πατριάρχης καὶ ὁ Πάπας ἀντήλλαξαν λόγους ἀγάπης καὶ εἰρήνης καὶ ἐξέφρασαν τὴν εὐχὴν ὅπως αἱ δύο Ἐκκλησίαι ὁδηγηθοῦν πρὸς τὴν ἑνότητα ἐν τῇ πίστει τοῦ Κυρίου. Ἡ ἱστορικὴ αὐτὴ συνάντησις ἔλαβε χώραν εἰς τὴν Ἱερουσαλὴμ καὶ παρηκολουθήθη ὑπὸ πολλῶν πιστῶν ἀμφοτέρων τῶν δογμάτων. Κατὰ τὴν διάρκειαν τῆς συναντήσεως ὁ Πατριάρχης καὶ ὁ Πάπας ἀντήλλαξαν λόγους ἀγάπης καὶ εἰρήνης καὶ ἐξέφρασαν τὴν εὐχὴν ὅπως αἱ δύο Ἐκκλησίαι ὁδηγηθοῦν πρὸς τὴν ἑνότητα ἐν τῇ πίστει τοῦ Κυρίου. Ἡ ἱστορικὴ αὐτὴ συνάντησις ἔλαβε χώραν εἰς τὴν Ἱερουσαλὴμ καὶ παρηκολουθήθη ὑπὸ πολλῶν πιστῶν ἀμφοτέρων τῶν δογμάτων. Κατὰ τὴν διάρκειαν τῆς συναντήσεως ὁ Πατριάρχης καὶ ὁ Πάπας ἀντήλλαξαν λόγους ἀγάπης καὶ εἰρήνης καὶ ἐξέφρασαν τὴν εὐχὴν ὅπως αἱ δύο Ἐκκλησίαι ὁδηγηθοῦν πρὸς τὴν ἑνότητα ἐν τῇ πίστει τοῦ Κυρίου. Ἡ ἱστορικὴ αὐτὴ συνάντησις ἔλαβε χώραν εἰς τὴν Ἱερουσαλὴμ καὶ παρηκολουθήθη ὑπὸ πολλῶν πιστῶν ἀμφοτέρων τῶν δογμάτων. (105, 2182, 218, 2357)
article-text: Κατὰ τὴν διάρκειαν τῆς συναντήσεως ὁ Πατριάρχης καὶ ὁ Πάπας ἀντήλλαξαν λόγους ἀγάπης καὶ εἰρήνης καὶ ἐξέφρασαν τὴν εὐχὴν ὅπως αἱ δύο Ἐκκλησίαι ὁδηγηθοῦν πρὸς τὴν ἑνότητα ἐν τῇ πίστει τοῦ Κυρίου. Ἡ ἱστορικὴ αὐτὴ συνάντησις ἔλαβε χώραν εἰς τὴν Ἱερουσαλὴμ καὶ παρηκολουθήθη ὑπὸ πολλῶν πιστῶν ἀμφοτέρων τῶν δογμάτων. Κατὰ τὴν διάρκειαν τῆς συναντήσεως ὁ Πατριάρχης καὶ ὁ Πάπας ἀντήλλαξαν λόγους ἀγάπης καὶ εἰρήνης καὶ ἐξέφρασαν τὴν εὐχὴν ὅπως αἱ δύο Ἐκκλησίαι ὁδηγηθοῦν πρὸς τὴν ἑνότητα ἐν τῇ πίστει τοῦ Κυρίου. Ἡ ἱστορικὴ αὐτὴ συνάντησις ἔλαβε χώραν εἰς τὴν Ἱερουσαλὴμ καὶ παρηκολουθήθη ὑπὸ πολλῶν πιστῶν ἀμφοτέρων τῶν δογμάτων. Κατὰ τὴν διάρκειαν τῆς συναντήσεως ὁ Πατριάρχης καὶ ὁ Πάπας ἀντήλλαξαν λόγους ἀγάπης καὶ εἰρήνης καὶ ἐξέφρασαν τὴν εὐχὴν ὅπως αἱ δύο Ἐκκλησίαι ὁδηγηθοῦν πρὸς τὴν ἑνότητα ἐν τῇ πίστει τοῦ Κυρίου. Ἡ ἱστορικὴ αὐτὴ συνάντησις ἔλαβε χώραν εἰς τὴν Ἱερουσαλὴμ καὶ παρηκολουθήθη ὑπὸ πολλῶν πιστῶν ἀμφοτέρων τῶν δογμάτων. Κατὰ τὴν διάρκειαν τῆς συναντήσεως ὁ Πατριάρχης καὶ ὁ Πάπας ἀντήλλαξαν λόγους ἀγάπης καὶ εἰρήνης καὶ ἐξέφρασαν τὴν εὐχὴν ὅπως αἱ δύο Ἐκκλησίαι ὁδηγηθοῦν πρὸς τὴν ἑνότητα ἐν τῇ πίστει τοῦ Κυρίου. Ἡ ἱστορικὴ αὐτὴ συνάντησις ἔλαβε χώραν εἰς τὴν Ἱερουσαλὴμ καὶ παρηκολουθήθη ὑπὸ πολλῶν πιστῶν ἀμφοτέρων τῶν δογμάτων. Κατὰ τὴν διάρκειαν τῆς συναντήσεως ὁ Πατριάρχης καὶ ὁ Πάπας ἀντήλλαξαν λόγους ἀγάπης καὶ εἰρήνης καὶ ἐξέφρασαν τὴν εὐχὴν ὅπως αἱ δύο Ἐκκλησίαι ὁδηγηθοῦν πρὸς τὴν ἑνότητα ἐν τῇ πίστει τοῦ Κυρίου. Ἡ ἱστορικὴ αὐτὴ συνάντησις ἔλαβε χώραν εἰς τὴν Ἱερουσαλὴμ καὶ παρηκολουθήθη ὑπὸ πολλῶν πιστῶν ἀμφοτέρων τῶν δογμάτων. (626, 138, 755, 337)
horse-text: Κατὰ τὴν διάρκειαν τῆς συναντήσεως ὁ Πατριάρχης καὶ ὁ Πάπας ἀντήλλαξαν λόγους ἀγάπης καὶ εἰρήνης καὶ ἐξέφρασαν τὴν εὐχὴν ὅπως αἱ δύο Ἐκκλησίαι ὁδηγηθοῦν πρὸς τὴν ἑνότητα ἐν τῇ πίστει τοῦ Κυρίου. Ἡ ἱστορικὴ αὐτὴ συνάντησις ἔλαβε χώραν εἰς τὴν Ἱερουσαλὴμ καὶ παρηκολουθήθη ὑπὸ πολλῶν πιστῶν ἀμφοτέρων τῶν δογμάτων. Κατὰ τὴν διάρκειαν τῆς συναντήσεως ὁ Πατριάρχης καὶ ὁ Πάπας ἀντήλλαξαν λόγους ἀγάπης καὶ εἰρήνης καὶ ἐξέφρασαν τὴν εὐχὴν ὅπως αἱ δύο Ἐκκλησίαι ὁδηγηθοῦν πρὸς τὴν ἑνότητα ἐν τῇ πίστει τοῦ Κυρίου. Ἡ ἱστορικὴ αὐτὴ συνάντησις ἔλαβε χώραν εἰς τὴν Ἱερουσαλὴμ καὶ παρηκολουθήθη ὑπὸ πολλῶν πιστῶν ἀμφοτέρων τῶν δογμάτων. Κατὰ τὴν διάρκειαν τῆς συναντήσεως ὁ Πατριάρχης καὶ ὁ Πάπας ἀντήλλαξαν λόγους ἀγάπης καὶ εἰρήνης καὶ ἐξέφρασαν τὴν εὐχὴν ὅπως αἱ δύο Ἐκκλησίαι ὁδηγηθοῦν πρὸς τὴν ἑνότητα ἐν τῇ πίστει τοῦ Κυρίου. Ἡ ἱστορικὴ αὐτὴ συνάντησις ἔλαβε χώραν εἰς τὴν Ἱερουσαλὴμ καὶ παρηκολουθήθη ὑπὸ πολλῶν πιστῶν ἀμφοτέρων τῶν δογμάτων. Κατὰ τὴν διάρκειαν τῆς συναντήσεως ὁ Πατριάρχης καὶ ὁ Πάπας ἀντήλλαξαν λόγους ἀγάπης καὶ εἰρήνης καὶ ἐξέφρασαν τὴν εὐχὴν ὅπως αἱ δύο Ἐκκλησίαι ὁδηγηθοῦν πρὸς τὴν ἑνότητα ἐν τῇ πίστει τοῦ Κυρίου. Ἡ ἱστορικὴ αὐτὴ συνάντησις ἔλαβε χώραν εἰς τὴν Ἱερουσαλὴμ καὶ παρηκολουθήθη ὑπὸ πολλῶν πιστῶν ἀμφοτέρων τῶν δογμάτων. Κατὰ τὴν διάρκειαν τῆς συναντήσεως ὁ Πατριάρχης καὶ ὁ Πάπας ἀντήλλαξαν λόγους ἀγάπης καὶ εἰρήνης καὶ ἐξέφρασαν τὴν εὐχὴν ὅπως αἱ δύο Ἐκκλησίαι ὁδηγηθοῦν πρὸς τὴν ἑνότητα ἐν τῇ πίστει τοῦ Κυρίου. Ἡ ἱστορικὴ αὐτὴ συνάντησις ἔλαβε χώραν εἰς τὴν Ἱερουσαλὴμ καὶ παρηκολουθήθη ὑπὸ πολλῶν πιστῶν ἀμφοτέρων τῶν δογμάτων. Κατὰ τὴν διάρκειαν τῆς συναντήσεως ὁ Πατριάρχης καὶ ὁ Πάπας ἀντήλλαξαν λόγους ἀγάπης καὶ εἰρήνης καὶ ἐξέφρασαν τὴν εὐχὴν ὅπως αἱ δύο Ἐκκλησίαι ὁδηγηθοῦν πρὸς τὴν ἑνότητα ἐν τῇ πίστει τοῦ Κυρίου. Ἡ ἱστορικὴ αὐτὴ συνάντησις ἔλαβε χώραν εἰς τὴν Ἱερουσαλὴμ καὶ παρηκολουθήθη ὑπὸ πολλῶν πιστῶν ἀμφοτέρων τῶν δογμάτων. (105, 1509, 218, 1765)
article-text: Κατὰ τὴν διάρκειαν τῆς συναντήσεως ὁ Πατριάρχης καὶ ὁ Πάπας ἀντήλλαξαν λόγους ἀγάπης καὶ εἰρήνης καὶ ἐξέφρασαν τὴν εὐχὴν ὅπως αἱ δύο Ἐκκλησίαι ὁδηγηθοῦν πρὸς τὴν ἑνότητα ἐν τῇ πίστει τοῦ Κυρίου. Ἡ ἱστορικὴ αὐτὴ συνάντησις ἔλαβε χώραν εἰς τὴν Ἱερουσαλὴμ καὶ παρηκολουθήθη ὑπὸ πολλῶν πιστῶν ἀμφοτέρων τῶν δογμάτων. Κατὰ τὴν διάρκειαν τῆς συναντήσεως ὁ Πατριάρχης καὶ ὁ Πάπας ἀντήλλαξαν λόγους ἀγάπης καὶ εἰρήνης καὶ ἐξέφρασαν τὴν εὐχὴν ὅπως αἱ δύο Ἐκκλησίαι ὁδηγηθοῦν πρὸς τὴν ἑνότητα ἐν τῇ πίστει τοῦ Κυρίου. Ἡ ἱστορικὴ αὐτὴ συνάντησις ἔλαβε χώραν εἰς τὴν Ἱερουσαλὴμ καὶ παρηκολουθήθη ὑπὸ πολλῶν πιστῶν ἀμφοτέρων τῶν δογμάτων. Κατὰ τὴν διάρκειαν τῆς συναντήσεως ὁ Πατριάρχης καὶ ὁ Πάπας ἀντήλλαξαν λόγους ἀγάπης καὶ εἰρήνης καὶ ἐξέφρασαν τὴν εὐχὴν ὅπως αἱ δύο Ἐκκλησίαι ὁδηγηθοῦν πρὸς τὴν ἑνότητα ἐν τῇ πίστει τοῦ Κυρίου. Ἡ ἱστορικὴ αὐτὴ συνάντησις ἔλαβε χώραν εἰς τὴν Ἱερουσαλὴμ καὶ παρηκολουθήθη ὑπὸ πολλῶν πιστῶν ἀμφοτέρων τῶν δογμάτων. Κατὰ τὴν διάρκειαν τῆς συναντήσεως ὁ Πατριάρχης καὶ ὁ Πάπας ἀντήλλαξαν λόγους ἀγάπης καὶ εἰρήνης καὶ ἐξέφρασαν τὴν εὐχὴν ὅπως αἱ δύο Ἐκκλησίαι ὁδηγηθοῦν πρὸς τὴν ἑνότητα ἐν τῇ πίστει τοῦ Κυρίου. Ἡ ἱστορικὴ αὐτὴ συνάντησις ἔλαβε χώραν εἰς τὴν Ἱερουσαλὴμ καὶ παρηκολουθήθη ὑπὸ πολλῶν πιστῶν ἀμφοτέρων τῶν δογμάτων. (626, 1241, 755, 1404)
subhead: Ἡ Ἐκκλησία τῆς Ἑλλάδος ἡ πλέον ἀντιδραστική (626, 1219, 752, 1238)
gold-heading: Ἡ διεθνὴς ἀγορὰ χρυσοῦ (124, 278, 206, 299)
article-text: Κατὰ τὴν διάρκειαν τῆς συναντήσεως ὁ Πατριάρχης καὶ ὁ Πάπας ἀντήλλαξαν λόγους ἀγάπης καὶ εἰρήνης καὶ ἐξέφρασαν τὴν εὐχὴν ὅπως αἱ δύο Ἐκκλησίαι ὁδηγηθοῦν πρὸς τὴν ἑνότητα ἐν τῇ πίστει τοῦ Κυρίου. Ἡ ἱστορικὴ αὐτὴ συνάντησις ἔλαβε χώραν εἰς τὴν Ἱερουσαλὴμ καὶ παρηκολουθήθη ὑπὸ πολλῶν πιστῶν ἀμφοτέρων τῶν δογμάτων. Κατὰ τὴν διάρκειαν τῆς συναντήσεως ὁ Πατριάρχης καὶ ὁ Πάπας ἀντήλλαξαν λόγους ἀγάπης καὶ εἰρήνης καὶ ἐξέφρασαν τὴν εὐχὴν ὅπως αἱ δύο Ἐκκλησίαι ὁδηγηθοῦν πρὸς τὴν ἑνότητα ἐν τῇ πίστει τοῦ Κυρίου. Ἡ ἱστορικὴ αὐτὴ συνάντησις ἔλαβε χώραν εἰς τὴν Ἱερουσαλὴμ καὶ παρηκολουθήθη ὑπὸ πολλῶν πιστῶν ἀμφοτέρων τῶν δογμάτων. Κατὰ τὴν διάρκειαν τῆς συναντήσεως ὁ Πατριάρχης καὶ ὁ Πάπας ἀντήλλαξαν λόγους ἀγάπης καὶ εἰρήνης καὶ ἐξέφρασαν τὴν εὐχὴν ὅπως αἱ δύο Ἐκκλησίαι ὁδηγηθοῦν πρὸς τὴν ἑνότητα ἐν τῇ πίστει τοῦ Κυρίου. Ἡ ἱστορικὴ αὐτὴ συνάντησις ἔλαβε χώραν εἰς τὴν Ἱερουσαλὴμ καὶ παρηκολουθήθη ὑπὸ πολλῶν πιστῶν ἀμφοτέρων τῶν δογμάτων. Κατὰ τὴν διάρκειαν τῆς συναντήσεως ὁ Πατριάρχης καὶ ὁ Πάπας ἀντήλλαξαν λόγους ἀγάπης καὶ εἰρήνης καὶ ἐξέφρασαν τὴν εὐχὴν ὅπως αἱ δύο Ἐκκλησίαι ὁδηγηθοῦν πρὸς τὴν ἑνότητα ἐν τῇ πίστει τοῦ Κυρίου. Ἡ ἱστορικὴ αὐτὴ συνάντησις ἔλαβε χώραν εἰς τὴν Ἱερουσαλὴμ καὶ παρηκολουθήθη ὑπὸ πολλῶν πιστῶν ἀμφοτέρων τῶν δογμάτων. (357, 1316, 486, 1479)
funerals-text: Κατὰ τὴν διάρκειαν τῆς συναντήσεως ὁ Πατριάρχης καὶ ὁ Πάπας ἀντήλλαξαν λόγους ἀγάπης καὶ εἰρήνης καὶ ἐξέφρασαν τὴν εὐχὴν ὅπως αἱ δύο Ἐκκλησίαι ὁδηγηθοῦν πρὸς τὴν ἑνότητα ἐν τῇ πίστει τοῦ Κυρίου. Ἡ ἱστορικὴ αὐτὴ συνάντησις ἔλαβε χώραν εἰς τὴν Ἱερουσαλὴμ καὶ παρηκολουθήθη ὑπὸ πολλῶν πιστῶν ἀμφοτέρων τῶν δογμάτων. Κατὰ τὴν διάρκειαν τῆς συναντήσεως ὁ Πατριάρχης καὶ ὁ Πάπας ἀντήλλαξαν λόγους ἀγάπης καὶ εἰρήνης καὶ ἐξέφρασαν τὴν εὐχὴν ὅπως αἱ δύο Ἐκκλησίαι ὁδηγηθοῦν πρὸς τὴν ἑνότητα ἐν τῇ πίστει τοῦ Κυρίου. Ἡ ἱστορικὴ αὐτὴ συνάντησις ἔλαβε χώραν εἰς τὴν Ἱερουσαλὴμ καὶ παρηκολουθήθη ὑπὸ πολλῶν πιστῶν ἀμφοτέρων τῶν δογμάτων. (626, 1566, 755, 1651)
eda-text: Κατὰ τὴν διάρκειαν τῆς συναντήσεως ὁ Πατριάρχης καὶ ὁ Πάπας ἀντήλλαξαν λόγους ἀγάπης καὶ εἰρήνης καὶ ἐξέφρασαν τὴν εὐχὴν ὅπως αἱ δύο Ἐκκλησίαι ὁδηγηθοῦν πρὸς τὴν ἑνότητα ἐν τῇ πίστει τοῦ Κυρίου. Ἡ ἱστορικὴ αὐτὴ συνάντησις ἔλαβε χώραν εἰς τὴν Ἱερουσαλὴμ καὶ παρηκολουθήθη ὑπὸ πολλῶν πιστῶν ἀμφοτέρων τῶν δογμάτων. Κατὰ τὴν διάρκειαν τῆς συναντήσεως ὁ Πατριάρχης καὶ ὁ Πάπας ἀντήλλαξαν λόγους ἀγάπης καὶ εἰρήνης καὶ ἐξέφρασαν τὴν εὐχὴν ὅπως αἱ δύο Ἐκκλησίαι ὁδηγηθοῦν πρὸς τὴν ἑνότητα ἐν τῇ πίστει τοῦ Κυρίου. Ἡ ἱστορικὴ αὐτὴ συνάντησις ἔλαβε χώραν εἰς τὴν Ἱερουσαλὴμ καὶ παρηκολουθήθη ὑπὸ πολλῶν πιστῶν ἀμφοτέρων τῶν δογμάτων. (4, 2094, 101, 2193)
egypt-text: Κατὰ τὴν διάρκειαν τῆς συναντήσεως ὁ Πατριάρχης καὶ ὁ Πάπας ἀντήλλαξαν λόγους ἀγάπης καὶ εἰρήνης καὶ ἐξέφρασαν τὴν εὐχὴν ὅπως αἱ δύο Ἐκκλησίαι ὁδηγηθοῦν πρὸς τὴν ἑνότητα ἐν τῇ πίστει τοῦ Κυρίου. Ἡ ἱστορικὴ αὐτὴ συνάντησις ἔλαβε χώραν εἰς τὴν Ἱερουσαλὴμ καὶ παρηκολουθήθη ὑπὸ πολλῶν πιστῶν ἀμφοτέρων τῶν δογμάτων. Κατὰ τὴν διάρκειαν τῆς συναντήσεως ὁ Πατριάρχης καὶ ὁ Πάπας ἀντήλλαξαν λόγους ἀγάπης καὶ εἰρήνης καὶ ἐξέφρασαν τὴν εὐχὴν ὅπως αἱ δύο Ἐκκλησίαι ὁδηγηθοῦν πρὸς τὴν ἑνότητα ἐν τῇ πίστει τοῦ Κυρίου. Ἡ ἱστορικὴ αὐτὴ συνάντησις ἔλαβε χώραν εἰς τὴν Ἱερουσαλὴμ καὶ παρηκολουθήθη ὑπὸ πολλῶν πιστῶν ἀμφοτέρων τῶν δογμάτων. (4, 1345, 109, 1438)
subhead: Ἡ ἐπιστροφὴ (760, 227, 820, 237)
article-col-2 (357, 138, 486, 1479)
subhead: Δὲν ὑφίστανται διαφοραί (626, 1082, 744, 1091)
article-text: Κατὰ τὴν διάρκειαν τῆς συναντήσεως ὁ Πατριάρχης καὶ ὁ Πάπας ἀντήλλαξαν λόγους ἀγάπης καὶ εἰρήνης καὶ ἐξέφρασαν τὴν εὐχὴν ὅπως αἱ δύο Ἐκκλησίαι ὁδηγηθοῦν πρὸς τὴν ἑνότητα ἐν τῇ πίστει τοῦ Κυρίου. Ἡ ἱστορικὴ αὐτὴ συνάντησις ἔλαβε χώραν εἰς τὴν Ἱερουσαλὴμ καὶ παρηκολουθήθη ὑπὸ πολλῶν πιστῶν ἀμφοτέρων τῶν δογμάτων. Κατὰ τὴν διάρκειαν τῆς συναντήσεως ὁ Πατριάρχης καὶ ὁ Πάπας ἀντήλλαξαν λόγους ἀγάπης καὶ εἰρήνης καὶ ἐξέφρασαν τὴν εὐχὴν ὅπως αἱ δύο Ἐκκλησίαι ὁδηγηθοῦν πρὸς τὴν ἑνότητα ἐν τῇ πίστει τοῦ Κυρίου. Ἡ ἱστορικὴ αὐτὴ συνάντησις ἔλαβε χώραν εἰς τὴν Ἱερουσαλὴμ καὶ παρηκολουθήθη ὑπὸ πολλῶν πιστῶν ἀμφοτέρων τῶν δογμάτων. Κατὰ τὴν διάρκειαν τῆς συναντήσεως ὁ Πατριάρχης καὶ ὁ Πάπας ἀντήλλαξαν λόγους ἀγάπης καὶ εἰρήνης καὶ ἐξέφρασαν τὴν εὐχὴν ὅπως αἱ δύο Ἐκκλησίαι ὁδηγηθοῦν πρὸς τὴν ἑνότητα ἐν τῇ πίστει τοῦ Κυρίου. Ἡ ἱστορικὴ αὐτὴ συνάντησις ἔλαβε χώραν εἰς τὴν Ἱερουσαλὴμ καὶ παρηκολουθήθη ὑπὸ πολλῶν πιστῶν ἀμφοτέρων τῶν δογμάτων. Κατὰ τὴν διάρκειαν τῆς συναντήσεως ὁ Πατριάρχης καὶ ὁ Πάπας ἀντήλλαξαν λόγους ἀγάπης καὶ εἰρήνης καὶ ἐξέφρασαν τὴν εὐχὴν ὅπως αἱ δύο Ἐκκλησίαι ὁδηγηθοῦν πρὸς τὴν ἑνότητα ἐν τῇ πίστει τοῦ Κυρίου. Ἡ ἱστορικὴ αὐτὴ συνάντησις ἔλαβε χώραν εἰς τὴν Ἱερουσαλὴμ καὶ παρηκολουθήθη ὑπὸ πολλῶν πιστῶν ἀμφοτέρων τῶν δογμάτων. (626, 777, 755, 940)
free-markets-heading: Ἐλεύθεραι ἀγοραί (12, 722, 101, 732)
main-headline (222, 45, 971, 136)
article-text: Κατὰ τὴν διάρκειαν τῆς συναντήσεως ὁ Πατριάρχης καὶ ὁ Πάπας ἀντήλλαξαν λόγους ἀγάπης καὶ εἰρήνης καὶ ἐξέφρασαν τὴν εὐχὴν ὅπως αἱ δύο Ἐκκλησίαι ὁδηγηθοῦν πρὸς τὴν ἑνότητα ἐν τῇ πίστει τοῦ Κυρίου. Ἡ ἱστορικὴ αὐτὴ συνάντησις ἔλαβε χώραν εἰς τὴν Ἱερουσαλὴμ καὶ παρηκολουθήθη ὑπὸ πολλῶν πιστῶν ἀμφοτέρων τῶν δογμάτων. Κατὰ τὴν διάρκειαν τῆς συναντήσεως ὁ Πατριάρχης καὶ ὁ Πάπας ἀντήλλαξαν λόγους ἀγάπης καὶ εἰρήνης καὶ ἐξέφρασαν τὴν εὐχὴν ὅπως αἱ δύο Ἐκκλησίαι ὁδηγηθοῦν πρὸς τὴν ἑνότητα ἐν τῇ πίστει τοῦ Κυρίου. Ἡ ἱστορικὴ αὐτὴ συνάντησις ἔλαβε χώραν εἰς τὴν Ἱερουσαλὴμ καὶ παρηκολουθήθη ὑπὸ πολλῶν πιστῶν ἀμφοτέρων τῶν δογμάτων. Κατὰ τὴν διάρκειαν τῆς συναντήσεως ὁ Πατριάρχης καὶ ὁ Πάπας ἀντήλλαξαν λόγους ἀγάπης καὶ εἰρήνης καὶ ἐξέφρασαν τὴν εὐχὴν ὅπως αἱ δύο Ἐκκλησίαι ὁδηγηθοῦν πρὸς τὴν ἑνότητα ἐν τῇ πίστει τοῦ Κυρίου. Ἡ ἱστορικὴ αὐτὴ συνάντησις ἔλαβε χώραν εἰς τὴν Ἱερουσαλὴμ καὶ παρηκολουθήθη ὑπὸ πολλῶν πιστῶν ἀμφοτέρων τῶν δογμάτων. (626, 1420, 755, 1541)
cyprus-text: Κατὰ τὴν διάρκειαν τῆς συναντήσεως ὁ Πατριάρχης καὶ ὁ Πάπας ἀντήλλαξαν λόγους ἀγάπης καὶ εἰρήνης καὶ ἐξέφρασαν τὴν εὐχὴν ὅπως αἱ δύο Ἐκκλησίαι ὁδηγηθοῦν πρὸς τὴν ἑνότητα ἐν τῇ πίστει τοῦ Κυρίου. Ἡ ἱστορικὴ αὐτὴ συνάντησις ἔλαβε χώραν εἰς τὴν Ἱερουσαλὴμ καὶ παρηκολουθήθη ὑπὸ πολλῶν πιστῶν ἀμφοτέρων τῶν δογμάτων. Κατὰ τὴν διάρκειαν τῆς συναντήσεως ὁ Πατριάρχης καὶ ὁ Πάπας ἀντήλλαξαν λόγους ἀγάπης καὶ εἰρήνης καὶ ἐξέφρασαν τὴν εὐχὴν ὅπως αἱ δύο Ἐκκλησίαι ὁδηγηθοῦν πρὸς τὴν ἑνότητα ἐν τῇ πίστει τοῦ Κυρίου. Ἡ ἱστορικὴ αὐτὴ συνάντησις ἔλαβε χώραν εἰς τὴν Ἱερουσαλὴμ καὶ παρηκολουθήθη ὑπὸ πολλῶν πιστῶν ἀμφοτέρων τῶν δογμάτων. Κατὰ τὴν διάρκειαν τῆς συναντήσεως ὁ Πατριάρχης καὶ ὁ Πάπας ἀντήλλαξαν λόγους ἀγάπης καὶ εἰρήνης καὶ ἐξέφρασαν τὴν εὐχὴν ὅπως αἱ δύο Ἐκκλησίαι ὁδηγηθοῦν πρὸς τὴν ἑνότητα ἐν τῇ πίστει τοῦ Κυρίου. Ἡ ἱστορικὴ αὐτὴ συνάντησις ἔλαβε χώραν εἰς τὴν Ἱερουσαλὴμ καὶ παρηκολουθήθη ὑπὸ πολλῶν πιστῶν ἀμφοτέρων τῶν δογμάτων. Κατὰ τὴν διάρκειαν τῆς συναντήσεως ὁ Πατριάρχης καὶ ὁ Πάπας ἀντήλλαξαν λόγους ἀγάπης καὶ εἰρήνης καὶ ἐξέφρασαν τὴν εὐχὴν ὅπως αἱ δύο Ἐκκλησίαι ὁδηγηθοῦν πρὸς τὴν ἑνότητα ἐν τῇ πίστει τοῦ Κυρίου. Ἡ ἱστορικὴ αὐτὴ συνάντησις ἔλαβε χώραν εἰς τὴν Ἱερουσαλὴμ καὶ παρηκολουθήθη ὑπὸ πολλῶν πιστῶν ἀμφοτέρων τῶν δογμάτων. (760, 1016, 890, 1179)
economy-subtitle: ΧΡΗΜΑΤΙΣΤΗΡΙΟΝ ΑΘΗΝΩΝ (92, 114, 213, 123)
money-box: ΑΠΑΛΛΑΞΙΝ ΧΡΗΜΑΤΑ (777, 878, 873, 887)
horse-sub: ΘΟΡΥΒΩΔΗ ΕΠΕΙΣΟΔΙΑ ΕΙΣ ΤΟΝ ΙΠΠΟΔΡΟΜΟΝ (110, 1491, 213, 1507)
lower-left-col (4, 1446, 101, 2576)
loans-text: Κατὰ τὴν διάρκειαν τῆς συναντήσεως ὁ Πατριάρχης καὶ ὁ Πάπας ἀντήλλαξαν λόγους ἀγάπης καὶ εἰρήνης καὶ ἐξέφρασαν τὴν εὐχὴν ὅπως αἱ δύο Ἐκκλησίαι ὁδηγηθοῦν πρὸς τὴν ἑνότητα ἐν τῇ πίστει τοῦ Κυρίου. Ἡ ἱστορικὴ αὐτὴ συνάντησις ἔλαβε χώραν εἰς τὴν Ἱερουσαλὴμ καὶ παρηκολουθήθη ὑπὸ πολλῶν πιστῶν ἀμφοτέρων τῶν δογμάτων. Κατὰ τὴν διάρκειαν τῆς συναντήσεως ὁ Πατριάρχης καὶ ὁ Πάπας ἀντήλλαξαν λόγους ἀγάπης καὶ εἰρήνης καὶ ἐξέφρασαν τὴν εὐχὴν ὅπως αἱ δύο Ἐκκλησίαι ὁδηγηθοῦν πρὸς τὴν ἑνότητα ἐν τῇ πίστει τοῦ Κυρίου. Ἡ ἱστορικὴ αὐτὴ συνάντησις ἔλαβε χώραν εἰς τὴν Ἱερουσαλὴμ καὶ παρηκολουθήθη ὑπὸ πολλῶν πιστῶν ἀμφοτέρων τῶν δογμάτων. Κατὰ τὴν διάρκειαν τῆς συναντήσεως ὁ Πατριάρχης καὶ ὁ Πάπας ἀντήλλαξαν λόγους ἀγάπης καὶ εἰρήνης καὶ ἐξέφρασαν τὴν εὐχὴν ὅπως αἱ δύο Ἐκκλησίαι ὁδηγηθοῦν πρὸς τὴν ἑνότητα ἐν τῇ πίστει τοῦ Κυρίου. Ἡ ἱστορικὴ αὐτὴ συνάντησις ἔλαβε χώραν εἰς τὴν Ἱερουσαλὴμ καὶ παρηκολουθήθη ὑπὸ πολλῶν πιστῶν ἀμφοτέρων τῶν δογμάτων. Κατὰ τὴν διάρκειαν τῆς συναντήσεως ὁ Πατριάρχης καὶ ὁ Πάπας ἀντήλλαξαν λόγους ἀγάπης καὶ εἰρήνης καὶ ἐξέφρασαν τὴν εὐχὴν ὅπως αἱ δύο Ἐκκλησίαι ὁδηγηθοῦν πρὸς τὴν ἑνότητα ἐν τῇ πίστει τοῦ Κυρίου. Ἡ ἱστορικὴ αὐτὴ συνάντησις ἔλαβε χώραν εἰς τὴν Ἱερουσαλὴμ καὶ παρηκολουθήθη ὑπὸ πολλῶν πιστῶν ἀμφοτέρων τῶν δογμάτων. Κατὰ τὴν διάρκειαν τῆς συναντήσεως ὁ Πατριάρχης καὶ ὁ Πάπας ἀντήλλαξαν λόγους ἀγάπης καὶ εἰρήνης καὶ ἐξέφρασαν τὴν εὐχὴν ὅπως αἱ δύο Ἐκκλησίαι ὁδηγηθοῦν πρὸς τὴν ἑνότητα ἐν τῇ πίστει τοῦ Κυρίου. Ἡ ἱστορικὴ αὐτὴ συνάντησις ἔλαβε χώραν εἰς τὴν Ἱερουσαλὴμ καὶ παρηκολουθήθη ὑπὸ πολλῶν πιστῶν ἀμφοτέρων τῶν δογμάτων. Κατὰ τὴν διάρκειαν τῆς συναντήσεως ὁ Πατριάρχης καὶ ὁ Πάπας ἀντήλλαξαν λόγους ἀγάπης καὶ εἰρήνης καὶ ἐξέφρασαν τὴν εὐχὴν ὅπως αἱ δύο Ἐκκλησίαι ὁδηγηθοῦν πρὸς τὴν ἑνότητα ἐν τῇ πίστει τοῦ Κυρίου. Ἡ ἱστορικὴ αὐτὴ συνάντησις ἔλαβε χώραν εἰς τὴν Ἱερουσαλὴμ καὶ παρηκολουθήθη ὑπὸ πολλῶν πιστῶν ἀμφοτέρων τῶν δογμάτων. (4, 184, 109, 420)
subhead: Αἱ διαφοραί (357, 263, 412, 272)
tobacco-text: Κατὰ τὴν διάρκειαν τῆς συναντήσεως ὁ Πατριάρχης καὶ ὁ Πάπας ἀντήλλαξαν λόγους ἀγάπης καὶ εἰρήνης καὶ ἐξέφρασαν τὴν εὐχὴν ὅπως αἱ δύο Ἐκκλησίαι ὁδηγηθοῦν πρὸς τὴν ἑνότητα ἐν τῇ πίστει τοῦ Κυρίου. Ἡ ἱστορικὴ αὐτὴ συνάντησις ἔλαβε χώραν εἰς τὴν Ἱερουσαλὴμ καὶ παρηκολουθήθη ὑπὸ πολλῶν πιστῶν ἀμφοτέρων τῶν δογμάτων. Κατὰ τὴν διάρκειαν τῆς συναντήσεως ὁ Πατριάρχης καὶ ὁ Πάπας ἀντήλλαξαν λόγους ἀγάπης καὶ εἰρήνης καὶ ἐξέφρασαν τὴν εὐχὴν ὅπως αἱ δύο Ἐκκλησίαι ὁδηγηθοῦν πρὸς τὴν ἑνότητα ἐν τῇ πίστει τοῦ Κυρίου. Ἡ ἱστορικὴ αὐτὴ συνάντησις ἔλαβε χώραν εἰς τὴν Ἱερουσαλὴμ καὶ παρηκολουθήθη ὑπὸ πολλῶν πιστῶν ἀμφοτέρων τῶν δογμάτων. Κατὰ τὴν διάρκειαν τῆς συναντήσεως ὁ Πατριάρχης καὶ ὁ Πάπας ἀντήλλαξαν λόγους ἀγάπης καὶ εἰρήνης καὶ ἐξέφρασαν τὴν εὐχὴν ὅπως αἱ δύο Ἐκκλησίαι ὁδηγηθοῦν πρὸς τὴν ἑνότητα ἐν τῇ πίστει τοῦ Κυρίου. Ἡ ἱστορικὴ αὐτὴ συνάντησις ἔλαβε χώραν εἰς τὴν Ἱερουσαλὴμ καὶ παρηκολουθήθη ὑπὸ πολλῶν πιστῶν ἀμφοτέρων τῶν δογμάτων. Κατὰ τὴν διάρκειαν τῆς συναντήσεως ὁ Πατριάρχης καὶ ὁ Πάπας ἀντήλλαξαν λόγους ἀγάπης καὶ εἰρήνης καὶ ἐξέφρασαν τὴν εὐχὴν ὅπως αἱ δύο Ἐκκλησίαι ὁδηγηθοῦν πρὸς τὴν ἑνότητα ἐν τῇ πίστει τοῦ Κυρίου. Ἡ ἱστορικὴ αὐτὴ συνάντησις ἔλαβε χώραν εἰς τὴν Ἱερουσαλὴμ καὶ παρηκολουθήθη ὑπὸ πολλῶν πιστῶν ἀμφοτέρων τῶν δογμάτων. Κατὰ τὴν διάρκειαν τῆς συναντήσεως ὁ Πατριάρχης καὶ ὁ Πάπας ἀντήλλαξαν λόγους ἀγάπης καὶ εἰρήνης καὶ ἐξέφρασαν τὴν εὐχὴν ὅπως αἱ δύο Ἐκκλησίαι ὁδηγηθοῦν πρὸς τὴν ἑνότητα ἐν τῇ πίστει τοῦ Κυρίου. Ἡ ἱστορικὴ αὐτὴ συνάντησις ἔλαβε χώραν εἰς τὴν Ἱερουσαλὴμ καὶ παρηκολουθήθη ὑπὸ πολλῶν πιστῶν ἀμφοτέρων τῶν δογμάτων. Κατὰ τὴν διάρκειαν τῆς συναντήσεως ὁ Πατριάρχης καὶ ὁ Πάπας ἀντήλλαξαν λόγους ἀγάπης καὶ εἰρήνης καὶ ἐξέφρασαν τὴν εὐχὴν ὅπως αἱ δύο Ἐκκλησίαι ὁδηγηθοῦν πρὸς τὴν ἑνότητα ἐν τῇ πίστει τοῦ Κυρίου. Ἡ ἱστορικὴ αὐτὴ συνάντησις ἔλαβε χώραν εἰς τὴν Ἱερουσαλὴμ καὶ παρηκολουθήθη ὑπὸ πολλῶν πιστῶν ἀμφοτέρων τῶν δογμάτων. Κατὰ τὴν διάρκειαν τῆς συναντήσεως ὁ Πατριάρχης καὶ ὁ Πάπας ἀντήλλαξαν λόγους ἀγάπης καὶ εἰρήνης καὶ ἐξέφρασαν τὴν εὐχὴν ὅπως αἱ δύο Ἐκκλησίαι ὁδηγηθοῦν πρὸς τὴν ἑνότητα ἐν τῇ πίστει τοῦ Κυρίου. Ἡ ἱστορικὴ αὐτὴ συνάντησις ἔλαβε χώραν εἰς τὴν Ἱερουσαλὴμ καὶ παρηκολουθήθη ὑπὸ πολλῶν πιστῶν ἀμφοτέρων τῶν δογμάτων. (113, 950, 218, 1270)
money-text: Κατὰ τὴν διάρκειαν τῆς συναντήσεως ὁ Πατριάρχης καὶ ὁ Πάπας ἀντήλλαξαν λόγους ἀγάπης καὶ εἰρήνης καὶ ἐξέφρασαν τὴν εὐχὴν ὅπως αἱ δύο Ἐκκλησίαι ὁδηγηθοῦν πρὸς τὴν ἑνότητα ἐν τῇ πίστει τοῦ Κυρίου. Ἡ ἱστορικὴ αὐτὴ συνάντησις ἔλαβε χώραν εἰς τὴν Ἱερουσαλὴμ καὶ παρηκολουθήθη ὑπὸ πολλῶν πιστῶν ἀμφοτέρων τῶν δογμάτων. Κατὰ τὴν διάρκειαν τῆς συναντήσεως ὁ Πατριάρχης καὶ ὁ Πάπας ἀντήλλαξαν λόγους ἀγάπης καὶ εἰρήνης καὶ ἐξέφρασαν τὴν εὐχὴν ὅπως αἱ δύο Ἐκκλησίαι ὁδηγηθοῦν πρὸς τὴν ἑνότητα ἐν τῇ πίστει τοῦ Κυρίου. Ἡ ἱστορικὴ αὐτὴ συνάντησις ἔλαβε χώραν εἰς τὴν Ἱερουσαλὴμ καὶ παρηκολουθήθη ὑπὸ πολλῶν πιστῶν ἀμφοτέρων τῶν δογμάτων. (760, 889, 890, 973)
thanks-text: Κατὰ τὴν διάρκειαν τῆς συναντήσεως ὁ Πατριάρχης καὶ ὁ Πάπας ἀντήλλαξαν λόγους ἀγάπης καὶ εἰρήνης καὶ ἐξέφρασαν τὴν εὐχὴν ὅπως αἱ δύο Ἐκκλησίαι ὁδηγηθοῦν πρὸς τὴν ἑνότητα ἐν τῇ πίστει τοῦ Κυρίου. Ἡ ἱστορικὴ αὐτὴ συνάντησις ἔλαβε χώραν εἰς τὴν Ἱερουσαλὴμ καὶ παρηκολουθήθη ὑπὸ πολλῶν πιστῶν ἀμφοτέρων τῶν δογμάτων. Κατὰ τὴν διάρκειαν τῆς συναντήσεως ὁ Πατριάρχης καὶ ὁ Πάπας ἀντήλλαξαν λόγους ἀγάπης καὶ εἰρήνης καὶ ἐξέφρασαν τὴν εὐχὴν ὅπως αἱ δύο Ἐκκλησίαι ὁδηγηθοῦν πρὸς τὴν ἑνότητα ἐν τῇ πίστει τοῦ Κυρίου. Ἡ ἱστορικὴ αὐτὴ συνάντησις ἔλαβε χώραν εἰς τὴν Ἱερουσαλὴμ καὶ παρηκολουθήθη ὑπὸ πολλῶν πιστῶν ἀμφοτέρων τῶν δογμάτων. Κατὰ τὴν διάρκειαν τῆς συναντήσεως ὁ Πατριάρχης καὶ ὁ Πάπας ἀντήλλαξαν λόγους ἀγάπης καὶ εἰρήνης καὶ ἐξέφρασαν τὴν εὐχὴν ὅπως αἱ δύο Ἐκκλησίαι ὁδηγηθοῦν πρὸς τὴν ἑνότητα ἐν τῇ πίστει τοῦ Κυρίου. Ἡ ἱστορικὴ αὐτὴ συνάντησις ἔλαβε χώραν εἰς τὴν Ἱερουσαλὴμ καὶ παρηκολουθήθη ὑπὸ πολλῶν πιστῶν ἀμφοτέρων τῶν δογμάτων. Κατὰ τὴν διάρκειαν τῆς συναντήσεως ὁ Πατριάρχης καὶ ὁ Πάπας ἀντήλλαξαν λόγους ἀγάπης καὶ εἰρήνης καὶ ἐξέφρασαν τὴν εὐχὴν ὅπως αἱ δύο Ἐκκλησίαι ὁδηγηθοῦν πρὸς τὴν ἑνότητα ἐν τῇ πίστει τοῦ Κυρίου. Ἡ ἱστορικὴ αὐτὴ συνάντησις ἔλαβε χώραν εἰς τὴν Ἱερουσαλὴμ καὶ παρηκολουθήθη ὑπὸ πολλῶν πιστῶν ἀμφοτέρων τῶν δογμάτων. Κατὰ τὴν διάρκειαν τῆς συναντήσεως ὁ Πατριάρχης καὶ ὁ Πάπας ἀντήλλαξαν λόγους ἀγάπης καὶ εἰρήνης καὶ ἐξέφρασαν τὴν εὐχὴν ὅπως αἱ δύο Ἐκκλησίαι ὁδηγηθοῦν πρὸς τὴν ἑνότητα ἐν τῇ πίστει τοῦ Κυρίου. Ἡ ἱστορικὴ αὐτὴ συνάντησις ἔλαβε χώραν εἰς τὴν Ἱερουσαλὴμ καὶ παρηκολουθήθη ὑπὸ πολλῶν πιστῶν ἀμφοτέρων τῶν δογμάτων. (4, 2326, 101, 2576)
agreements-box: ΠΕΡΙ ΣΥΝΕΝΝΟΗΣΕΩΣ (766, 1188, 884, 1199)
divider (4, 1441, 218, 1443)
article-text: Κατὰ τὴν διάρκειαν τῆς συναντήσεως ὁ Πατριάρχης καὶ ὁ Πάπας ἀντήλλαξαν λόγους ἀγάπης καὶ εἰρήνης καὶ ἐξέφρασαν τὴν εὐχὴν ὅπως αἱ δύο Ἐκκλησίαι ὁδηγηθοῦν πρὸς τὴν ἑνότητα ἐν τῇ πίστει τοῦ Κυρίου. Ἡ ἱστορικὴ αὐτὴ συνάντησις ἔλαβε χώραν εἰς τὴν Ἱερουσαλὴμ καὶ παρηκολουθήθη ὑπὸ πολλῶν πιστῶν ἀμφοτέρων τῶν δογμάτων. Κατὰ τὴν διάρκειαν τῆς συναντήσεως ὁ Πατριάρχης καὶ ὁ Πάπας ἀντήλλαξαν λόγους ἀγάπης καὶ εἰρήνης καὶ ἐξέφρασαν τὴν εὐχὴν ὅπως αἱ δύο Ἐκκλησίαι ὁδηγηθοῦν πρὸς τὴν ἑνότητα ἐν τῇ πίστει τοῦ Κυρίου. Ἡ ἱστορικὴ αὐτὴ συνάντησις ἔλαβε χώραν εἰς τὴν Ἱερουσαλὴμ καὶ παρηκολουθήθη ὑπὸ πολλῶν πιστῶν ἀμφοτέρων τῶν δογμάτων. Κατὰ τὴν διάρκειαν τῆς συναντήσεως ὁ Πατριάρχης καὶ ὁ Πάπας ἀντήλλαξαν λόγους ἀγάπης καὶ εἰρήνης καὶ ἐξέφρασαν τὴν εὐχὴν ὅπως αἱ δύο Ἐκκλησίαι ὁδηγηθοῦν πρὸς τὴν ἑνότητα ἐν τῇ πίστει τοῦ Κυρίου. Ἡ ἱστορικὴ αὐτὴ συνάντησις ἔλαβε χώραν εἰς τὴν Ἱερουσαλὴμ καὶ παρηκολουθήθη ὑπὸ πολλῶν πιστῶν ἀμφοτέρων τῶν δογμάτων. Κατὰ τὴν διάρκειαν τῆς συναντήσεως ὁ Πατριάρχης καὶ ὁ Πάπας ἀντήλλαξαν λόγους ἀγάπης καὶ εἰρήνης καὶ ἐξέφρασαν τὴν εὐχὴν ὅπως αἱ δύο Ἐκκλησίαι ὁδηγηθοῦν πρὸς τὴν ἑνότητα ἐν τῇ πίστει τοῦ Κυρίου. Ἡ ἱστορικὴ αὐτὴ συνάντησις ἔλαβε χώραν εἰς τὴν Ἱερουσαλὴμ καὶ παρηκολουθήθη ὑπὸ πολλῶν πιστῶν ἀμφοτέρων τῶν δογμάτων. Κατὰ τὴν διάρκειαν τῆς συναντήσεως ὁ Πατριάρχης καὶ ὁ Πάπας ἀντήλλαξαν λόγους ἀγάπης καὶ εἰρήνης καὶ ἐξέφρασαν τὴν εὐχὴν ὅπως αἱ δύο Ἐκκλησίαι ὁδηγηθοῦν πρὸς τὴν ἑνότητα ἐν τῇ πίστει τοῦ Κυρίου. Ἡ ἱστορικὴ αὐτὴ συνάντησις ἔλαβε χώραν εἰς τὴν Ἱερουσαλὴμ καὶ παρηκολουθήθη ὑπὸ πολλῶν πιστῶν ἀμφοτέρων τῶν δογμάτων. (760, 239, 890, 438)
article-text: Κατὰ τὴν διάρκειαν τῆς συναντήσεως ὁ Πατριάρχης καὶ ὁ Πάπας ἀντήλλαξαν λόγους ἀγάπης καὶ εἰρήνης καὶ ἐξέφρασαν τὴν εὐχὴν ὅπως αἱ δύο Ἐκκλησίαι ὁδηγηθοῦν πρὸς τὴν ἑνότητα ἐν τῇ πίστει τοῦ Κυρίου. Ἡ ἱστορικὴ αὐτὴ συνάντησις ἔλαβε χώραν εἰς τὴν Ἱερουσαλὴμ καὶ παρηκολουθήθη ὑπὸ πολλῶν πιστῶν ἀμφοτέρων τῶν δογμάτων. Κατὰ τὴν διάρκειαν τῆς συναντήσεως ὁ Πατριάρχης καὶ ὁ Πάπας ἀντήλλαξαν λόγους ἀγάπης καὶ εἰρήνης καὶ ἐξέφρασαν τὴν εὐχὴν ὅπως αἱ δύο Ἐκκλησίαι ὁδηγηθοῦν πρὸς τὴν ἑνότητα ἐν τῇ πίστει τοῦ Κυρίου. Ἡ ἱστορικὴ αὐτὴ συνάντησις ἔλαβε χώραν εἰς τὴν Ἱερουσαλὴμ καὶ παρηκολουθήθη ὑπὸ πολλῶν πιστῶν ἀμφοτέρων τῶν δογμάτων. Κατὰ τὴν διάρκειαν τῆς συναντήσεως ὁ Πατριάρχης καὶ ὁ Πάπας ἀντήλλαξαν λόγους ἀγάπης καὶ εἰρήνης καὶ ἐξέφρασαν τὴν εὐχὴν ὅπως αἱ δύο Ἐκκλησίαι ὁδηγηθοῦν πρὸς τὴν ἑνότητα ἐν τῇ πίστει τοῦ Κυρίου. Ἡ ἱστορικὴ αὐτὴ συνάντησις ἔλαβε χώραν εἰς τὴν Ἱερουσαλὴμ καὶ παρηκολουθήθη ὑπὸ πολλῶν πιστῶν ἀμφοτέρων τῶν δογμάτων. Κατὰ τὴν διάρκειαν τῆς συναντήσεως ὁ Πατριάρχης καὶ ὁ Πάπας ἀντήλλαξαν λόγους ἀγάπης καὶ εἰρήνης καὶ ἐξέφρασαν τὴν εὐχὴν ὅπως αἱ δύο Ἐκκλησίαι ὁδηγηθοῦν πρὸς τὴν ἑνότητα ἐν τῇ πίστει τοῦ Κυρίου. Ἡ ἱστορικὴ αὐτὴ συνάντησις ἔλαβε χώραν εἰς τὴν Ἱερουσαλὴμ καὶ παρηκολουθήθη ὑπὸ πολλῶν πιστῶν ἀμφοτέρων τῶν δογμάτων. (222, 597, 352, 760)
article-text: Κατὰ τὴν διάρκειαν τῆς συναντήσεως ὁ Πατριάρχης καὶ ὁ Πάπας ἀντήλλαξαν λόγους ἀγάπης καὶ εἰρήνης καὶ ἐξέφρασαν τὴν εὐχὴν ὅπως αἱ δύο Ἐκκλησίαι ὁδηγηθοῦν πρὸς τὴν ἑνότητα ἐν τῇ πίστει τοῦ Κυρίου. Ἡ ἱστορικὴ αὐτὴ συνάντησις ἔλαβε χώραν εἰς τὴν Ἱερουσαλὴμ καὶ παρηκολουθήθη ὑπὸ πολλῶν πιστῶν ἀμφοτέρων τῶν δογμάτων. Κατὰ τὴν διάρκειαν τῆς συναντήσεως ὁ Πατριάρχης καὶ ὁ Πάπας ἀντήλλαξαν λόγους ἀγάπης καὶ εἰρήνης καὶ ἐξέφρασαν τὴν εὐχὴν ὅπως αἱ δύο Ἐκκλησίαι ὁδηγηθοῦν πρὸς τὴν ἑνότητα ἐν τῇ πίστει τοῦ Κυρίου. Ἡ ἱστορικὴ αὐτὴ συνάντησις ἔλαβε χώραν εἰς τὴν Ἱερουσαλὴμ καὶ παρηκολουθήθη ὑπὸ πολλῶν πιστῶν ἀμφοτέρων τῶν δογμάτων. Κατὰ τὴν διάρκειαν τῆς συναντήσεως ὁ Πατριάρχης καὶ ὁ Πάπας ἀντήλλαξαν λόγους ἀγάπης καὶ εἰρήνης καὶ ἐξέφρασαν τὴν εὐχὴν ὅπως αἱ δύο Ἐκκλησίαι ὁδηγηθοῦν πρὸς τὴν ἑνότητα ἐν τῇ πίστει τοῦ Κυρίου. Ἡ ἱστορικὴ αὐτὴ συνάντησις ἔλαβε χώραν εἰς τὴν Ἱερουσαλὴμ καὶ παρηκολουθήθη ὑπὸ πολλῶν πιστῶν ἀμφοτέρων τῶν δογμάτων. (626, 1094, 755, 1214)
subhead: Τὸ μήνυμα τοῦ προέδρου Τζόνσον (222, 953, 333, 972)
economy-note: Λόγω τῆς χθεσινῆς ἀργίας τῶν Θεοφανείων, τὸ Χρηματιστήριον Ἀθηνῶν δὲν ἐλειτούργησε. (30, 125, 193, 141)
drop-letter: Γ (222, 138, 238, 165)
article-text: Κατὰ τὴν διάρκειαν τῆς συναντήσεως ὁ Πατριάρχης καὶ ὁ Πάπας ἀντήλλαξαν λόγους ἀγάπης καὶ εἰρήνης καὶ ἐξέφρασαν τὴν εὐχὴν ὅπως αἱ δύο Ἐκκλησίαι ὁδηγηθοῦν πρὸς τὴν ἑνότητα ἐν τῇ πίστει τοῦ Κυρίου. Ἡ ἱστορικὴ αὐτὴ συνάντησις ἔλαβε χώραν εἰς τὴν Ἱερουσαλὴμ καὶ παρηκολουθήθη ὑπὸ πολλῶν πιστῶν ἀμφοτέρων τῶν δογμάτων. Κατὰ τὴν διάρκειαν τῆς συναντήσεως ὁ Πατριάρχης καὶ ὁ Πάπας ἀντήλλαξαν λόγους ἀγάπης καὶ εἰρήνης καὶ ἐξέφρασαν τὴν εὐχὴν ὅπως αἱ δύο Ἐκκλησίαι ὁδηγηθοῦν πρὸς τὴν ἑνότητα ἐν τῇ πίστει τοῦ Κυρίου. Ἡ ἱστορικὴ αὐτὴ συνάντησις ἔλαβε χώραν εἰς τὴν Ἱερουσαλὴμ καὶ παρηκολουθήθη ὑπὸ πολλῶν πιστῶν ἀμφοτέρων τῶν δογμάτων. Κατὰ τὴν διάρκειαν τῆς συναντήσεως ὁ Πατριάρχης καὶ ὁ Πάπας ἀντήλλαξαν λόγους ἀγάπης καὶ εἰρήνης καὶ ἐξέφρασαν τὴν εὐχὴν ὅπως αἱ δύο Ἐκκλησίαι ὁδηγηθοῦν πρὸς τὴν ἑνότητα ἐν τῇ πίστει τοῦ Κυρίου. Ἡ ἱστορικὴ αὐτὴ συνάντησις ἔλαβε χώραν εἰς τὴν Ἱερουσαλὴμ καὶ παρηκολουθήθη ὑπὸ πολλῶν πιστῶν ἀμφοτέρων τῶν δογμάτων. Κατὰ τὴν διάρκειαν τῆς συναντήσεως ὁ Πατριάρχης καὶ ὁ Πάπας ἀντήλλαξαν λόγους ἀγάπης καὶ εἰρήνης καὶ ἐξέφρασαν τὴν εὐχὴν ὅπως αἱ δύο Ἐκκλησίαι ὁδηγηθοῦν πρὸς τὴν ἑνότητα ἐν τῇ πίστει τοῦ Κυρίου. Ἡ ἱστορικὴ αὐτὴ συνάντησις ἔλαβε χώραν εἰς τὴν Ἱερουσαλὴμ καὶ παρηκολουθήθη ὑπὸ πολλῶν πιστῶν ἀμφοτέρων τῶν δογμάτων. Κατὰ τὴν διάρκειαν τῆς συναντήσεως ὁ Πατριάρχης καὶ ὁ Πάπας ἀντήλλαξαν λόγους ἀγάπης καὶ εἰρήνης καὶ ἐξέφρασαν τὴν εὐχὴν ὅπως αἱ δύο Ἐκκλησίαι ὁδηγηθοῦν πρὸς τὴν ἑνότητα ἐν τῇ πίστει τοῦ Κυρίου. Ἡ ἱστορικὴ αὐτὴ συνάντησις ἔλαβε χώραν εἰς τὴν Ἱερουσαλὴμ καὶ παρηκολουθήθη ὑπὸ πολλῶν πιστῶν ἀμφοτέρων τῶν δογμάτων. (222, 1076, 352, 1275)
lottery-box: ΣΗΜΕΡΟΝ Η ΚΛΗΡΩΣΙΣ ΤΟΥ ΕΘΝΙΚΟΥ ΛΑΧΕΙΟΥ (8, 2197, 97, 2212)
continued-text: Η ΣΥΝΕΧΕΙΑ ΑΠΟ ΤΗΝ ΣΕΛΙΔΑ 1 (241, 148, 346, 155)
loans-machinery-text: Κατὰ τὴν διάρκειαν τῆς συναντήσεως ὁ Πατριάρχης καὶ ὁ Πάπας ἀντήλλαξαν λόγους ἀγάπης καὶ εἰρήνης καὶ ἐξέφρασαν τὴν εὐχὴν ὅπως αἱ δύο Ἐκκλησίαι ὁδηγηθοῦν πρὸς τὴν ἑνότητα ἐν τῇ πίστει τοῦ Κυρίου. Ἡ ἱστορικὴ αὐτὴ συνάντησις ἔλαβε χώραν εἰς τὴν Ἱερουσαλὴμ καὶ παρηκολουθήθη ὑπὸ πολλῶν πιστῶν ἀμφοτέρων τῶν δογμάτων. Κατὰ τὴν διάρκειαν τῆς συναντήσεως ὁ Πατριάρχης καὶ ὁ Πάπας ἀντήλλαξαν λόγους ἀγάπης καὶ εἰρήνης καὶ ἐξέφρασαν τὴν εὐχὴν ὅπως αἱ δύο Ἐκκλησίαι ὁδηγηθοῦν πρὸς τὴν ἑνότητα ἐν τῇ πίστει τοῦ Κυρίου. Ἡ ἱστορικὴ αὐτὴ συνάντησις ἔλαβε χώραν εἰς τὴν Ἱερουσαλὴμ καὶ παρηκολουθήθη ὑπὸ πολλῶν πιστῶν ἀμφοτέρων τῶν δογμάτων. Κατὰ τὴν διάρκειαν τῆς συναντήσεως ὁ Πατριάρχης καὶ ὁ Πάπας ἀντήλλαξαν λόγους ἀγάπης καὶ εἰρήνης καὶ ἐξέφρασαν τὴν εὐχὴν ὅπως αἱ δύο Ἐκκλησίαι ὁδηγηθοῦν πρὸς τὴν ἑνότητα ἐν τῇ πίστει τοῦ Κυρίου. Ἡ ἱστορικὴ αὐτὴ συνάντησις ἔλαβε χώραν εἰς τὴν Ἱερουσαλὴμ καὶ παρηκολουθήθη ὑπὸ πολλῶν πιστῶν ἀμφοτέρων τῶν δογμάτων. (4, 1016, 109, 1156)
headline-line-2: ΕΥΧΗΝ ΕΝΟΤΗΤΟΣ ΤΩΝ ΔΥΟ ΕΚΚΛΗΣΙΩΝ (222, 85, 959, 129)
funerals-heading: Κηδεῖαι (660, 1547, 721, 1562)
byline: ΣΠΥΡΟΣ ΜΕΛΑΣ (833, 1288, 890, 1296)
lower-left-columns (4, 1446, 218, 2576)
economy-title: ΟΙΚΟΝΟΜΙΚΗ ΖΩΗ (17, 49, 205, 115)
article-text: Κατὰ τὴν διάρκειαν τῆς συναντήσεως ὁ Πατριάρχης καὶ ὁ Πάπας ἀντήλλαξαν λόγους ἀγάπης καὶ εἰρήνης καὶ ἐξέφρασαν τὴν εὐχὴν ὅπως αἱ δύο Ἐκκλησίαι ὁδηγηθοῦν πρὸς τὴν ἑνότητα ἐν τῇ πίστει τοῦ Κυρίου. Ἡ ἱστορικὴ αὐτὴ συνάντησις ἔλαβε χώραν εἰς τὴν Ἱερουσαλὴμ καὶ παρηκολουθήθη ὑπὸ πολλῶν πιστῶν ἀμφοτέρων τῶν δογμάτων. Κατὰ τὴν διάρκειαν τῆς συναντήσεως ὁ Πατριάρχης καὶ ὁ Πάπας ἀντήλλαξαν λόγους ἀγάπης καὶ εἰρήνης καὶ ἐξέφρασαν τὴν εὐχὴν ὅπως αἱ δύο Ἐκκλησίαι ὁδηγηθοῦν πρὸς τὴν ἑνότητα ἐν τῇ πίστει τοῦ Κυρίου. Ἡ ἱστορικὴ αὐτὴ συνάντησις ἔλαβε χώραν εἰς τὴν Ἱερουσαλὴμ καὶ παρηκολουθήθη ὑπὸ πολλῶν πιστῶν ἀμφοτέρων τῶν δογμάτων. (222, 1507, 352, 1592)
headline-line-1: Ο ΠΑΤΡΙΑΡΧΗΣ ΚΑΙ Ο ΠΑΠΑΣ ΕΞΕΦΡΑΣΑΝ (222, 45, 971, 89)
article-text: Κατὰ τὴν διάρκειαν τῆς συναντήσεως ὁ Πατριάρχης καὶ ὁ Πάπας ἀντήλλαξαν λόγους ἀγάπης καὶ εἰρήνης καὶ ἐξέφρασαν τὴν εὐχὴν ὅπως αἱ δύο Ἐκκλησίαι ὁδηγηθοῦν πρὸς τὴν ἑνότητα ἐν τῇ πίστει τοῦ Κυρίου. Ἡ ἱστορικὴ αὐτὴ συνάντησις ἔλαβε χώραν εἰς τὴν Ἱερουσαλὴμ καὶ παρηκολουθήθη ὑπὸ πολλῶν πιστῶν ἀμφοτέρων τῶν δογμάτων. Κατὰ τὴν διάρκειαν τῆς συναντήσεως ὁ Πατριάρχης καὶ ὁ Πάπας ἀντήλλαξαν λόγους ἀγάπης καὶ εἰρήνης καὶ ἐξέφρασαν τὴν εὐχὴν ὅπως αἱ δύο Ἐκκλησίαι ὁδηγηθοῦν πρὸς τὴν ἑνότητα ἐν τῇ πίστει τοῦ Κυρίου. Ἡ ἱστορικὴ αὐτὴ συνάντησις ἔλαβε χώραν εἰς τὴν Ἱερουσαλὴμ καὶ παρηκολουθήθη ὑπὸ πολλῶν πιστῶν ἀμφοτέρων τῶν δογμάτων. Κατὰ τὴν διάρκειαν τῆς συναντήσεως ὁ Πατριάρχης καὶ ὁ Πάπας ἀντήλλαξαν λόγους ἀγάπης καὶ εἰρήνης καὶ ἐξέφρασαν τὴν εὐχὴν ὅπως αἱ δύο Ἐκκλησίαι ὁδηγηθοῦν πρὸς τὴν ἑνότητα ἐν τῇ πίστει τοῦ Κυρίου. Ἡ ἱστορικὴ αὐτὴ συνάντησις ἔλαβε χώραν εἰς τὴν Ἱερουσαλὴμ καὶ παρηκολουθήθη ὑπὸ πολλῶν πιστῶν ἀμφοτέρων τῶν δογμάτων. Κατὰ τὴν διάρκειαν τῆς συναντήσεως ὁ Πατριάρχης καὶ ὁ Πάπας ἀντήλλαξαν λόγους ἀγάπης καὶ εἰρήνης καὶ ἐξέφρασαν τὴν εὐχὴν ὅπως αἱ δύο Ἐκκλησίαι ὁδηγηθοῦν πρὸς τὴν ἑνότητα ἐν τῇ πίστει τοῦ Κυρίου. Ἡ ἱστορικὴ αὐτὴ συνάντησις ἔλαβε χώραν εἰς τὴν Ἱερουσαλὴμ καὶ παρηκολουθήθη ὑπὸ πολλῶν πιστῶν ἀμφοτέρων τῶν δογμάτων. Κατὰ τὴν διάρκειαν τῆς συναντήσεως ὁ Πατριάρχης καὶ ὁ Πάπας ἀντήλλαξαν λόγους ἀγάπης καὶ εἰρήνης καὶ ἐξέφρασαν τὴν εὐχὴν ὅπως αἱ δύο Ἐκκλησίαι ὁδηγηθοῦν πρὸς τὴν ἑνότητα ἐν τῇ πίστει τοῦ Κυρίου. Ἡ ἱστορικὴ αὐτὴ συνάντησις ἔλαβε χώραν εἰς τὴν Ἱερουσαλὴμ καὶ παρηκολουθήθη ὑπὸ πολλῶν πιστῶν ἀμφοτέρων τῶν δογμάτων. Κατὰ τὴν διάρκειαν τῆς συναντήσεως ὁ Πατριάρχης καὶ ὁ Πάπας ἀντήλλαξαν λόγους ἀγάπης καὶ εἰρήνης καὶ ἐξέφρασαν τὴν εὐχὴν ὅπως αἱ δύο Ἐκκλησίαι ὁδηγηθοῦν πρὸς τὴν ἑνότητα ἐν τῇ πίστει τοῦ Κυρίου. Ἡ ἱστορικὴ αὐτὴ συνάντησις ἔλαβε χώραν εἰς τὴν Ἱερουσαλὴμ καὶ παρηκολουθήθη ὑπὸ πολλῶν πιστῶν ἀμφοτέρων τῶν δογμάτων. Κατὰ τὴν διάρκειαν τῆς συναντήσεως ὁ Πατριάρχης καὶ ὁ Πάπας ἀντήλλαξαν λόγους ἀγάπης καὶ εἰρήνης καὶ ἐξέφρασαν τὴν εὐχὴν ὅπως αἱ δύο Ἐκκλησίαι ὁδηγηθοῦν πρὸς τὴν ἑνότητα ἐν τῇ πίστει τοῦ Κυρίου. Ἡ ἱστορικὴ αὐτὴ συνάντησις ἔλαβε χώραν εἰς τὴν Ἱερουσαλὴμ καὶ παρηκολουθήθη ὑπὸ πολλῶν πιστῶν ἀμφοτέρων τῶν δογμάτων. (760, 455, 890, 732)
subhead: Θ' ἀναγνωρισθῆ ὡς Προκαθήμενος; (626, 530, 714, 549)
horse-news-title: ΙΠΠΟΔΡΟΜΙΑΚΑ ΝΕΑ (147, 1460, 218, 1477)
agreements-text: Κατὰ τὴν διάρκειαν τῆς συναντήσεως ὁ Πατριάρχης καὶ ὁ Πάπας ἀντήλλαξαν λόγους ἀγάπης καὶ εἰρήνης καὶ ἐξέφρασαν τὴν εὐχὴν ὅπως αἱ δύο Ἐκκλησίαι ὁδηγηθοῦν πρὸς τὴν ἑνότητα ἐν τῇ πίστει τοῦ Κυρίου. Ἡ ἱστορικὴ αὐτὴ συνάντησις ἔλαβε χώραν εἰς τὴν Ἱερουσαλὴμ καὶ παρηκολουθήθη ὑπὸ πολλῶν πιστῶν ἀμφοτέρων τῶν δογμάτων. Κατὰ τὴν διάρκειαν τῆς συναντήσεως ὁ Πατριάρχης καὶ ὁ Πάπας ἀντήλλαξαν λόγους ἀγάπης καὶ εἰρήνης καὶ ἐξέφρασαν τὴν εὐχὴν ὅπως αἱ δύο Ἐκκλησίαι ὁδηγηθοῦν πρὸς τὴν ἑνότητα ἐν τῇ πίστει τοῦ Κυρίου. Ἡ ἱστορικὴ αὐτὴ συνάντησις ἔλαβε χώραν εἰς τὴν Ἱερουσαλὴμ καὶ παρηκολουθήθη ὑπὸ πολλῶν πιστῶν ἀμφοτέρων τῶν δογμάτων. (760, 1200, 890, 1285)
article-text: Κατὰ τὴν διάρκειαν τῆς συναντήσεως ὁ Πατριάρχης καὶ ὁ Πάπας ἀντήλλαξαν λόγους ἀγάπης καὶ εἰρήνης καὶ ἐξέφρασαν τὴν εὐχὴν ὅπως αἱ δύο Ἐκκλησίαι ὁδηγηθοῦν πρὸς τὴν ἑνότητα ἐν τῇ πίστει τοῦ Κυρίου. Ἡ ἱστορικὴ αὐτὴ συνάντησις ἔλαβε χώραν εἰς τὴν Ἱερουσαλὴμ καὶ παρηκολουθήθη ὑπὸ πολλῶν πιστῶν ἀμφοτέρων τῶν δογμάτων. Κατὰ τὴν διάρκειαν τῆς συναντήσεως ὁ Πατριάρχης καὶ ὁ Πάπας ἀντήλλαξαν λόγους ἀγάπης καὶ εἰρήνης καὶ ἐξέφρασαν τὴν εὐχὴν ὅπως αἱ δύο Ἐκκλησίαι ὁδηγηθοῦν πρὸς τὴν ἑνότητα ἐν τῇ πίστει τοῦ Κυρίου. Ἡ ἱστορικὴ αὐτὴ συνάντησις ἔλαβε χώραν εἰς τὴν Ἱερουσαλὴμ καὶ παρηκολουθήθη ὑπὸ πολλῶν πιστῶν ἀμφοτέρων τῶν δογμάτων. (357, 533, 486, 618)
subhead: Ἐκκλησις τοῦ Πάπα διὰ τὴν ἑνότητα (491, 677, 619, 696)
subhead: Ἡ ἀφίξις τοῦ Πατριάρχου (357, 1304, 474, 1313)
subhead: Καὶ τυχαία συνάντησις (357, 521, 464, 530)
tobacco-box: ΑΙ ΕΞΑΓΘΕΙΣΑΙ ΠΟΣΟΤΗΤΕΣ ΚΑΠΝΟΥ ΚΑΤΑ ΤΟΝ ΙΑΝΟΥΑΡΙΟΝ 1963 (121, 916, 210, 948)
subhead: Ἡ προσφώνησις τοῦ Πατριάρχου (357, 622, 449, 641)
